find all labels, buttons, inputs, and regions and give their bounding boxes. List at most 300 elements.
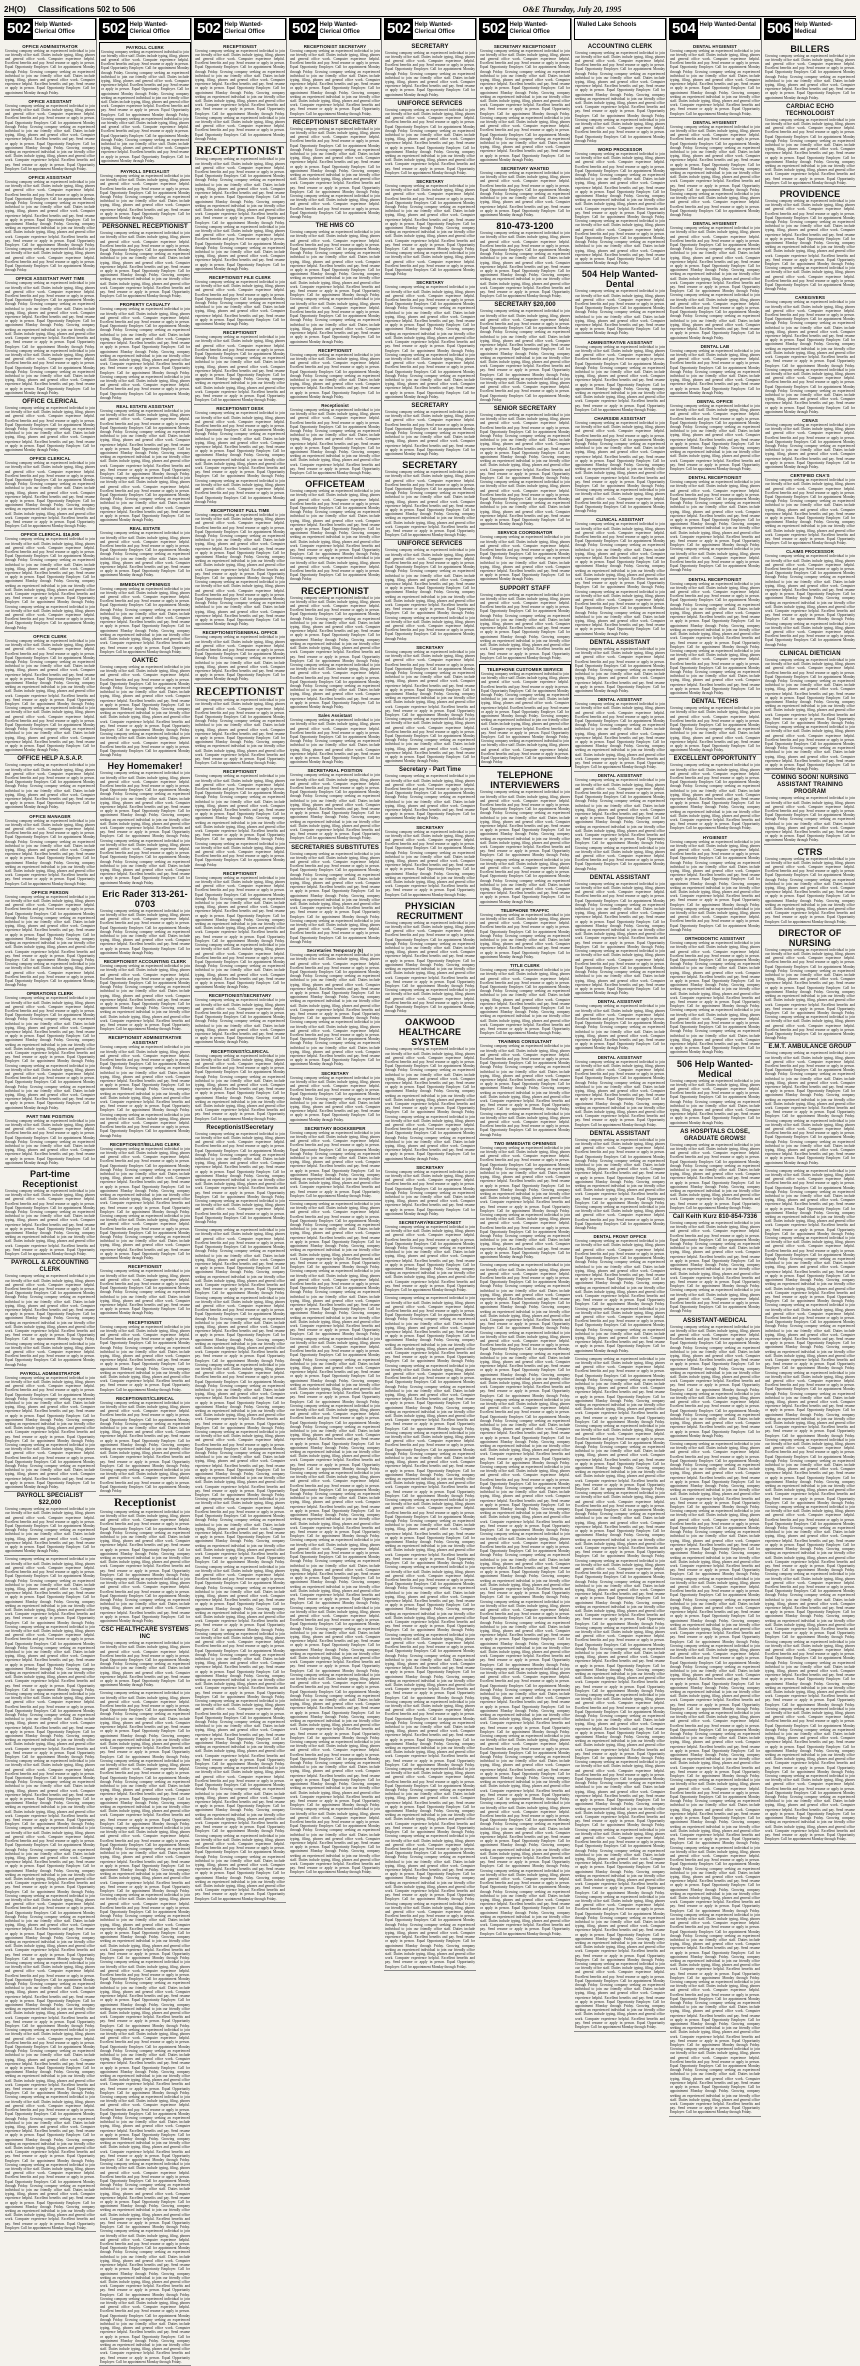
ad-body: Growing company seeking an experienced individual to join our friendly office staff. Duties include typing, filing, phones and general office work. Computer experience helpful. Excellent benefits and pay. Send resume or apply in person. Equal Opportunity Employer. Call for appointment Monday through Friday. Growing company seeking an experienced individual to join our friendly office staff. Duties include typing, filing, phones and general office work. Computer experience helpful. Excellent benefits and pay. Send resume or apply in person. Equal Opportunity Employer. Call for appointment Monday through Friday. Growing company seeking an experienced individual to join our friendly office staff. Duties include typing, filing, phones and general office work. Computer experience helpful. Excellent benefits and pay. Send resume or apply in person. Equal Opportunity Employer. Call for appointment Monday through Friday. Growing company seeking an experienced individual to join our friendly office staff. Duties include typing, filing, phones and general office work. Computer experience helpful. Excellent benefits and pay. Send resume or apply in person. Equal Opportunity Employer. Call for appointment Monday through Friday. Growing company seeking an experienced individual to join our friendly office staff. Duties include typing, filing, phones and general office work. Computer experience helpful. Excellent benefits and pay. Send resume or apply in person. Equal Opportunity Employer. Call for appointment Monday through Friday. Growing company seeking an experienced individual to join our friendly office staff. Duties include typing, filing, phones and general office work. Computer experience helpful. Excellent benefits and pay. Send resume or apply in person. Equal Opportunity Employer. Call for appointment Monday through Friday. Growing company seeking an experienced individual to join our friendly office staff. Duties include typing, filing, phones and general office work. Computer experience helpful. Excellent benefits and pay. Send resume or apply in person. Equal Opportunity Employer. Call for appointment Monday through Friday. Growing company seeking an experienced individual to join our friendly office staff. Duties include typing, filing, phones and general office work. Computer experience helpful. Excellent benefits and pay. Send resume or apply in person. Equal Opportunity Employer. Call for appointment Monday through Friday. Growing company seeking an experienced individual to join our friendly office staff. Duties include typing, filing, phones and general office work. Computer experience helpful. Excellent benefits and pay. Send resume or apply in person. Equal Opportunity Employer. Call for appointment Monday through Friday. Growing company seeking an experienced individual to join our friendly office staff. Duties include typing, filing, phones and general office work. Computer experience helpful. Excellent benefits and pay. Send resume or apply in person. Equal Opportunity Employer. Call for appointment Monday through Friday. Growing company seeking an experienced individual to join our friendly office staff. Duties include typing, filing, phones and general office work. Computer experience helpful. Excellent benefits and pay. Send resume or apply in person. Equal Opportunity Employer. Call for appointment Monday through Friday. Growing company seeking an experienced individual to join our friendly office staff. Duties include typing, filing, phones and general office work. Computer experience helpful. Excellent benefits and pay. Send resume or apply in person. Equal Opportunity Employer. Call for appointment Monday through Friday. Growing company seeking an experienced individual to join our friendly office staff. Duties include typing, filing, phones and general office work. Computer experience helpful. Excellent benefits and pay. Send resume or apply in person. Equal Opportunity Employer. Call for appointment Monday through Friday. Growing company seeking an experienced individual to join our friendly office staff. Duties include typing, filing, phones and general office work. Computer experience helpful. Excellent benefits and pay. Send resume or apply in person. Equal Opportunity Employer. Call for appointment Monday through Friday. Growing company seeking an experienced individual to join our friendly office staff. Duties include typing, filing, phones and general office work. Computer experience helpful. Excellent benefits and pay. Send resume or apply in person. Equal Opportunity Employer. Call for appointment Monday through Friday. Growing company seeking an experienced individual to join our friendly office staff. Duties include typing, filing, phones and general office work. Computer experience helpful. Excellent benefits and pay. Send resume or apply in person. Equal Opportunity Employer. Call for appointment Monday through Friday. Growing company seeking an experienced individual to join our friendly office staff. Duties include typing, filing, phones and general office work. Computer experience helpful. Excellent benefits and pay. Send resume or apply in person. Equal Opportunity Employer. Call for appointment Monday through Friday. Growing company seeking an experienced individual to join our friendly office staff. Duties include typing, filing, phones and general office work. Computer experience helpful. Excellent benefits and pay. Send resume or apply in person. Equal Opportunity Employer. Call for appointment Monday through Friday. Growing company seeking an experienced individual to join our friendly office staff. Duties include typing, filing, phones and general office work. Computer experience helpful. Excellent benefits and pay. Send resume or apply in person. Equal Opportunity Employer. Call for appointment Monday through Friday. Growing company seeking an experienced individual to join our friendly office staff. Duties include typing, filing, phones and general office work. Computer experience helpful. Excellent benefits and pay. Send resume or apply in person. Equal Opportunity Employer. Call for appointment Monday through Friday. Growing company seeking an experienced individual to join our friendly office staff. Duties include typing, filing, phones and general office work. Computer experience helpful. Excellent benefits and pay. Send resume or apply in person. Equal Opportunity Employer. Call for appointment Monday through Friday. Growing company seeking an experienced individual to join our friendly office staff. Duties include typing, filing, phones and general office work. Computer experience helpful. Excellent benefits and pay. Send resume or apply in person. Equal Opportunity Employer. Call for appointment Monday through Friday. Growing company seeking an experienced individual to join our friendly office staff. Duties include typing, filing, phones and general office work. Computer experience helpful. Excellent benefits and pay. Send resume or apply in person. Equal Opportunity Employer. Call for appointment Monday through Friday. Growing company seeking an experienced individual to join our friendly office staff. Duties include typing, filing, phones and general office work. Computer experience helpful. Excellent benefits and pay. Send resume or apply in person. Equal Opportunity Employer. Call for appointment Monday through Friday. Growing company seeking an experienced individual to join our friendly office staff. Duties include typing, filing, phones and general office work. Computer experience helpful. Excellent benefits and pay. Send resume or apply in person. Equal Opportunity Employer. Call for appointment Monday through Friday. Growing company seeking an experienced individual to join our friendly office staff. Duties include typing, filing, phones and general office work. Computer experience helpful. Excellent benefits and pay. Send resume or apply in person. Equal Opportunity Employer. Call for appointment Monday through Friday. Growing company seeking an experienced individual to join our friendly office staff. Duties include typing, filing, phones and general office work. Computer experience helpful. Excellent benefits and pay. Send resume or apply in person. Equal Opportunity Employer. Call for appointment Monday through Friday. Growing company seeking an experienced individual to join our friendly office staff. Duties include typing, filing, phones and general office work. Computer experience helpful. Excellent benefits and pay. Send resume or apply in person. Equal Opportunity Employer. Call for appointment Monday through Friday. Growing company seeking an experienced individual to join our friendly office staff. Duties include typing, filing, phones and general office work. Computer experience helpful. Excellent benefits and pay. Send resume or apply in person. Equal Opportunity Employer. Call for appointment Monday through Friday. Growing company seeking an experienced individual to join our friendly office staff. Duties include typing, filing, phones and general office work. Computer experience helpful. Excellent benefits and pay. Send resume or apply in person. Equal Opportunity Employer. Call for appointment Monday through Friday.: [100, 1691, 190, 2364]
ad-heading: PAYROLL CLERK: [126, 44, 164, 50]
classified-ad: [669, 755, 761, 833]
ad-heading: HYGIENIST: [702, 834, 728, 840]
classified-ad: [99, 887, 191, 957]
classified-ad: [4, 990, 96, 1112]
ad-heading: Sales Assistant: [318, 713, 352, 719]
ad-heading: CLAIMS PROCESSOR: [786, 549, 834, 555]
ad-body: Growing company seeking an experienced individual to join our friendly office staff. Duties include typing, filing, phones and general office work. Computer experience helpful. Excellent benefits and pay. Send resume or apply in person. Equal Opportunity Employer. Call for appointment Monday through Friday. Growing company seeking an experienced individual to join our friendly office staff. Duties include typing, filing, phones and general office work. Computer experience helpful. Excellent benefits and pay. Send resume or apply in person. Equal Opportunity Employer. Call for appointment Monday through Friday.: [670, 706, 760, 753]
classified-ad: [764, 102, 856, 187]
classified-ad: [289, 584, 381, 711]
ad-heading: Part-time Receptionist: [22, 1169, 78, 1190]
ad-heading: DENTAL OFFICE: [696, 398, 734, 404]
ad-body: Growing company seeking an experienced individual to join our friendly office staff. Duties include typing, filing, phones and general office work. Computer experience helpful. Excellent benefits and pay. Send resume or apply in person. Equal Opportunity Employer. Call for appointment Monday through Friday. Growing company seeking an experienced individual to join our friendly office staff. Duties include typing, filing, phones and general office work. Computer experience helpful. Excellent benefits and pay. Send resume or apply in person. Equal Opportunity Employer. Call for appointment Monday through Friday. Growing company seeking an experienced individual to join our friendly office staff. Duties include typing, filing, phones and general office work. Computer experience helpful. Excellent benefits and pay. Send resume or apply in person. Equal Opportunity Employer. Call for appointment Monday through Friday.: [385, 470, 475, 538]
ad-body: Growing company seeking an experienced individual to join our friendly office staff. Duties include typing, filing, phones and general office work. Computer experience helpful. Excellent benefits and pay. Send resume or apply in person. Equal Opportunity Employer. Call for appointment Monday through Friday. Growing company seeking an experienced individual to join our friendly office staff. Duties include typing, filing, phones and general office work. Computer experience helpful. Excellent benefits and pay. Send resume or apply in person. Equal Opportunity Employer. Call for appointment Monday through Friday. Growing company seeking an experienced individual to join our friendly office staff. Duties include typing, filing, phones and general office work. Computer experience helpful. Excellent benefits and pay. Send resume or apply in person. Equal Opportunity Employer. Call for appointment Monday through Friday. Growing company seeking an experienced individual to join our friendly office staff. Duties include typing, filing, phones and general office work. Computer experience helpful. Excellent benefits and pay. Send resume or apply in person. Equal Opportunity Employer. Call for appointment Monday through Friday. Growing company seeking an experienced individual to join our friendly office staff. Duties include typing, filing, phones and general office work. Computer experience helpful. Excellent benefits and pay. Send resume or apply in person. Equal Opportunity Employer. Call for appointment Monday through Friday.: [5, 638, 95, 753]
classified-ad: [764, 472, 856, 548]
classified-ad: [99, 42, 191, 165]
ad-body: Growing company seeking an experienced individual to join our friendly office staff. Duties include typing, filing, phones and general office work. Computer experience helpful. Excellent benefits and pay. Send resume or apply in person. Equal Opportunity Employer. Call for appointment Monday through Friday. Growing company seeking an experienced individual to join our friendly office staff. Duties include typing, filing, phones and general office work. Computer experience helpful. Excellent benefits and pay. Send resume or apply in person. Equal Opportunity Employer. Call for appointment Monday through Friday. Growing company seeking an experienced individual to join our friendly office staff. Duties include typing, filing, phones and general office work. Computer experience helpful. Excellent benefits and pay. Send resume or apply in person. Equal Opportunity Employer. Call for appointment Monday through Friday.: [195, 335, 285, 403]
ad-heading: SECRETARY: [416, 178, 444, 184]
classified-ad: [99, 1140, 191, 1262]
ad-body: Growing company seeking an experienced individual to join our friendly office staff. Duties include typing, filing, phones and general office work. Computer experience helpful. Excellent benefits and pay. Send resume or apply in person. Equal Opportunity Employer. Call for appointment Monday through Friday. Growing company seeking an experienced individual to join our friendly office staff. Duties include typing, filing, phones and general office work. Computer experience helpful. Excellent benefits and pay. Send resume or apply in person. Equal Opportunity Employer. Call for appointment Monday through Friday. Growing company seeking an experienced individual to join our friendly office staff. Duties include typing, filing, phones and general office work. Computer experience helpful. Excellent benefits and pay. Send resume or apply in person. Equal Opportunity Employer. Call for appointment Monday through Friday.: [290, 48, 380, 116]
ad-heading: Receptionist/Secretary: [206, 1124, 274, 1131]
ad-heading: RECEPTIONIST FILE CLERK: [209, 274, 271, 280]
classified-ad: [479, 301, 571, 404]
classified-ad: [384, 99, 476, 177]
ad-heading: TELEPHONE INTERVIEWERS: [490, 770, 560, 791]
classified-ad: [384, 1016, 476, 1163]
classified-ad: [289, 401, 381, 477]
ad-body: Growing company seeking an experienced individual to join our friendly office staff. Duties include typing, filing, phones and general office work. Computer experience helpful. Excellent benefits and pay. Send resume or apply in person. Equal Opportunity Employer. Call for appointment Monday through Friday. Growing company seeking an experienced individual to join our friendly office staff. Duties include typing, filing, phones and general office work. Computer experience helpful. Excellent benefits and pay. Send resume or apply in person. Equal Opportunity Employer. Call for appointment Monday through Friday. Growing company seeking an experienced individual to join our friendly office staff. Duties include typing, filing, phones and general office work. Computer experience helpful. Excellent benefits and pay. Send resume or apply in person. Equal Opportunity Employer. Call for appointment Monday through Friday.: [480, 231, 570, 299]
ad-body: Growing company seeking an experienced individual to join our friendly office staff. Duties include typing, filing, phones and general office work. Computer experience helpful. Excellent benefits and pay. Send resume or apply in person. Equal Opportunity Employer. Call for appointment Monday through Friday. Growing company seeking an experienced individual to join our friendly office staff. Duties include typing, filing, phones and general office work. Computer experience helpful. Excellent benefits and pay. Send resume or apply in person. Equal Opportunity Employer. Call for appointment Monday through Friday.: [765, 53, 855, 100]
ad-body: Growing company seeking an experienced individual to join our friendly office staff. Duties include typing, filing, phones and general office work. Computer experience helpful. Excellent benefits and pay. Send resume or apply in person. Equal Opportunity Employer. Call for appointment Monday through Friday. Growing company seeking an experienced individual to join our friendly office staff. Duties include typing, filing, phones and general office work. Computer experience helpful. Excellent benefits and pay. Send resume or apply in person. Equal Opportunity Employer. Call for appointment Monday through Friday. Growing company seeking an experienced individual to join our friendly office staff. Duties include typing, filing, phones and general office work. Computer experience helpful. Excellent benefits and pay. Send resume or apply in person. Equal Opportunity Employer. Call for appointment Monday through Friday. Growing company seeking an experienced individual to join our friendly office staff. Duties include typing, filing, phones and general office work. Computer experience helpful. Excellent benefits and pay. Send resume or apply in person. Equal Opportunity Employer. Call for appointment Monday through Friday. Growing company seeking an experienced individual to join our friendly office staff. Duties include typing, filing, phones and general office work. Computer experience helpful. Excellent benefits and pay. Send resume or apply in person. Equal Opportunity Employer. Call for appointment Monday through Friday.: [5, 1375, 95, 1490]
classified-ad: [99, 760, 191, 887]
ad-heading: PERSONNEL RECEPTIONIST: [102, 224, 188, 231]
ad-heading: ACCOUNTING CLERK: [587, 43, 653, 50]
ad-heading: CERTIFIED CNA'S: [790, 473, 830, 479]
classified-ad: [194, 329, 286, 405]
ad-heading: TELEPHONE CUSTOMER SERVICE: [486, 666, 564, 672]
ad-body: Growing company seeking an experienced individual to join our friendly office staff. Duties include typing, filing, phones and general office work. Computer experience helpful. Excellent benefits and pay. Send resume or apply in person. Equal Opportunity Employer. Call for appointment Monday through Friday. Growing company seeking an experienced individual to join our friendly office staff. Duties include typing, filing, phones and general office work. Computer experience helpful. Excellent benefits and pay. Send resume or apply in person. Equal Opportunity Employer. Call for appointment Monday through Friday. Growing company seeking an experienced individual to join our friendly office staff. Duties include typing, filing, phones and general office work. Computer experience helpful. Excellent benefits and pay. Send resume or apply in person. Equal Opportunity Employer. Call for appointment Monday through Friday. Growing company seeking an experienced individual to join our friendly office staff. Duties include typing, filing, phones and general office work. Computer experience helpful. Excellent benefits and pay. Send resume or apply in person. Equal Opportunity Employer. Call for appointment Monday through Friday. Growing company seeking an experienced individual to join our friendly office staff. Duties include typing, filing, phones and general office work. Computer experience helpful. Excellent benefits and pay. Send resume or apply in person. Equal Opportunity Employer. Call for appointment Monday through Friday.: [100, 408, 190, 523]
category-number: 502: [482, 20, 506, 37]
ad-heading: SECRETARY WANTED: [500, 165, 550, 171]
ad-body: Growing company seeking an experienced individual to join our friendly office staff. Duties include typing, filing, phones and general office work. Computer experience helpful. Excellent benefits and pay. Send resume or apply in person. Equal Opportunity Employer. Call for appointment Monday through Friday. Growing company seeking an experienced individual to join our friendly office staff. Duties include typing, filing, phones and general office work. Computer experience helpful. Excellent benefits and pay. Send resume or apply in person. Equal Opportunity Employer. Call for appointment Monday through Friday. Growing company seeking an experienced individual to join our friendly office staff. Duties include typing, filing, phones and general office work. Computer experience helpful. Excellent benefits and pay. Send resume or apply in person. Equal Opportunity Employer. Call for appointment Monday through Friday. Growing company seeking an experienced individual to join our friendly office staff. Duties include typing, filing, phones and general office work. Computer experience helpful. Excellent benefits and pay. Send resume or apply in person. Equal Opportunity Employer. Call for appointment Monday through Friday.: [195, 774, 285, 867]
classified-ad: [669, 397, 761, 473]
classified-ad: [574, 414, 666, 515]
ad-heading: RECEPTIONIST/SECRETARY: [208, 993, 272, 999]
classified-ad: [194, 1123, 286, 1226]
ad-body: Growing company seeking an experienced individual to join our friendly office staff. Duties include typing, filing, phones and general office work. Computer experience helpful. Excellent benefits and pay. Send resume or apply in person. Equal Opportunity Employer. Call for appointment Monday through Friday. Growing company seeking an experienced individual to join our friendly office staff. Duties include typing, filing, phones and general office work. Computer experience helpful. Excellent benefits and pay. Send resume or apply in person. Equal Opportunity Employer. Call for appointment Monday through Friday. Growing company seeking an experienced individual to join our friendly office staff. Duties include typing, filing, phones and general office work. Computer experience helpful. Excellent benefits and pay. Send resume or apply in person. Equal Opportunity Employer. Call for appointment Monday through Friday. Growing company seeking an experienced individual to join our friendly office staff. Duties include typing, filing, phones and general office work. Computer experience helpful. Excellent benefits and pay. Send resume or apply in person. Equal Opportunity Employer. Call for appointment Monday through Friday.: [385, 920, 475, 1014]
category-number: 504: [672, 20, 696, 37]
ad-body: Growing company seeking an experienced individual to join our friendly office staff. Duties include typing, filing, phones and general office work. Computer experience helpful. Excellent benefits and pay. Send resume or apply in person. Equal Opportunity Employer. Call for appointment Monday through Friday. Growing company seeking an experienced individual to join our friendly office staff. Duties include typing, filing, phones and general office work. Computer experience helpful. Excellent benefits and pay. Send resume or apply in person. Equal Opportunity Employer. Call for appointment Monday through Friday. Growing company seeking an experienced individual to join our friendly office staff. Duties include typing, filing, phones and general office work. Computer experience helpful. Excellent benefits and pay. Send resume or apply in person. Equal Opportunity Employer. Call for appointment Monday through Friday.: [100, 964, 190, 1032]
ad-body: Growing company seeking an experienced individual to join our friendly office staff. Duties include typing, filing, phones and general office work. Computer experience helpful. Excellent benefits and pay. Send resume or apply in person. Equal Opportunity Employer. Call for appointment Monday through Friday. Growing company seeking an experienced individual to join our friendly office staff. Duties include typing, filing, phones and general office work. Computer experience helpful. Excellent benefits and pay. Send resume or apply in person. Equal Opportunity Employer. Call for appointment Monday through Friday.: [765, 422, 855, 469]
classified-column: [669, 18, 762, 2115]
classified-ad: [99, 1394, 191, 1495]
ad-body: Growing company seeking an experienced individual to join our friendly office staff. Duties include typing, filing, phones and general office work. Computer experience helpful. Excellent benefits and pay. Send resume or apply in person. Equal Opportunity Employer. Call for appointment Monday through Friday. Growing company seeking an experienced individual to join our friendly office staff. Duties include typing, filing, phones and general office work. Computer experience helpful. Excellent benefits and pay. Send resume or apply in person. Equal Opportunity Employer. Call for appointment Monday through Friday. Growing company seeking an experienced individual to join our friendly office staff. Duties include typing, filing, phones and general office work. Computer experience helpful. Excellent benefits and pay. Send resume or apply in person. Equal Opportunity Employer. Call for appointment Monday through Friday. Growing company seeking an experienced individual to join our friendly office staff. Duties include typing, filing, phones and general office work. Computer experience helpful. Excellent benefits and pay. Send resume or apply in person. Equal Opportunity Employer. Call for appointment Monday through Friday.: [195, 1131, 285, 1225]
classified-ad: [99, 1034, 191, 1140]
ad-body: Growing company seeking an experienced individual to join our friendly office staff. Duties include typing, filing, phones and general office work. Computer experience helpful. Excellent benefits and pay. Send resume or apply in person. Equal Opportunity Employer. Call for appointment Monday through Friday. Growing company seeking an experienced individual to join our friendly office staff. Duties include typing, filing, phones and general office work. Computer experience helpful. Excellent benefits and pay. Send resume or apply in person. Equal Opportunity Employer. Call for appointment Monday through Friday. Growing company seeking an experienced individual to join our friendly office staff. Duties include typing, filing, phones and general office work. Computer experience helpful. Excellent benefits and pay. Send resume or apply in person. Equal Opportunity Employer. Call for appointment Monday through Friday. Growing company seeking an experienced individual to join our friendly office staff. Duties include typing, filing, phones and general office work. Computer experience helpful. Excellent benefits and pay. Send resume or apply in person. Equal Opportunity Employer. Call for appointment Monday through Friday. Growing company seeking an experienced individual to join our friendly office staff. Duties include typing, filing, phones and general office work. Computer experience helpful. Excellent benefits and pay. Send resume or apply in person. Equal Opportunity Employer. Call for appointment Monday through Friday.: [195, 512, 285, 627]
ad-body: Growing company seeking an experienced individual to join our friendly office staff. Duties include typing, filing, phones and general office work. Computer experience helpful. Excellent benefits and pay. Send resume or apply in person. Equal Opportunity Employer. Call for appointment Monday through Friday. Growing company seeking an experienced individual to join our friendly office staff. Duties include typing, filing, phones and general office work. Computer experience helpful. Excellent benefits and pay. Send resume or apply in person. Equal Opportunity Employer. Call for appointment Monday through Friday. Growing company seeking an experienced individual to join our friendly office staff. Duties include typing, filing, phones and general office work. Computer experience helpful. Excellent benefits and pay. Send resume or apply in person. Equal Opportunity Employer. Call for appointment Monday through Friday. Growing company seeking an experienced individual to join our friendly office staff. Duties include typing, filing, phones and general office work. Computer experience helpful. Excellent benefits and pay. Send resume or apply in person. Equal Opportunity Employer. Call for appointment Monday through Friday.: [385, 183, 475, 277]
ad-body: Growing company seeking an experienced individual to join our friendly office staff. Duties include typing, filing, phones and general office work. Computer experience helpful. Excellent benefits and pay. Send resume or apply in person. Equal Opportunity Employer. Call for appointment Monday through Friday. Growing company seeking an experienced individual to join our friendly office staff. Duties include typing, filing, phones and general office work. Computer experience helpful. Excellent benefits and pay. Send resume or apply in person. Equal Opportunity Employer. Call for appointment Monday through Friday. Growing company seeking an experienced individual to join our friendly office staff. Duties include typing, filing, phones and general office work. Computer experience helpful. Excellent benefits and pay. Send resume or apply in person. Equal Opportunity Employer. Call for appointment Monday through Friday. Growing company seeking an experienced individual to join our friendly office staff. Duties include typing, filing, phones and general office work. Computer experience helpful. Excellent benefits and pay. Send resume or apply in person. Equal Opportunity Employer. Call for appointment Monday through Friday. Growing company seeking an experienced individual to join our friendly office staff. Duties include typing, filing, phones and general office work. Computer experience helpful. Excellent benefits and pay. Send resume or apply in person. Equal Opportunity Employer. Call for appointment Monday through Friday.: [385, 649, 475, 764]
ad-body: Growing company seeking an experienced individual to join our friendly office staff. Duties include typing, filing, phones and general office work. Computer experience helpful. Excellent benefits and pay. Send resume or apply in person. Equal Opportunity Employer. Call for appointment Monday through Friday. Growing company seeking an experienced individual to join our friendly office staff. Duties include typing, filing, phones and general office work. Computer experience helpful. Excellent benefits and pay. Send resume or apply in person. Equal Opportunity Employer. Call for appointment Monday through Friday. Growing company seeking an experienced individual to join our friendly office staff. Duties include typing, filing, phones and general office work. Computer experience helpful. Excellent benefits and pay. Send resume or apply in person. Equal Opportunity Employer. Call for appointment Monday through Friday.: [670, 1142, 760, 1210]
ad-heading: THE HMS CO: [315, 223, 355, 230]
ad-heading: RECEPTIONIST SECRETARY: [303, 43, 367, 49]
category-banner: [99, 18, 191, 40]
ad-body: Growing company seeking an experienced individual to join our friendly office staff. Duties include typing, filing, phones and general office work. Computer experience helpful. Excellent benefits and pay. Send resume or apply in person. Equal Opportunity Employer. Call for appointment Monday through Friday. Growing company seeking an experienced individual to join our friendly office staff. Duties include typing, filing, phones and general office work. Computer experience helpful. Excellent benefits and pay. Send resume or apply in person. Equal Opportunity Employer. Call for appointment Monday through Friday. Growing company seeking an experienced individual to join our friendly office staff. Duties include typing, filing, phones and general office work. Computer experience helpful. Excellent benefits and pay. Send resume or apply in person. Equal Opportunity Employer. Call for appointment Monday through Friday. Growing company seeking an experienced individual to join our friendly office staff. Duties include typing, filing, phones and general office work. Computer experience helpful. Excellent benefits and pay. Send resume or apply in person. Equal Opportunity Employer. Call for appointment Monday through Friday.: [765, 947, 855, 1041]
classified-ad: [574, 772, 666, 873]
ad-body: Growing company seeking an experienced individual to join our friendly office staff. Duties include typing, filing, phones and general office work. Computer experience helpful. Excellent benefits and pay. Send resume or apply in person. Equal Opportunity Employer. Call for appointment Monday through Friday. Growing company seeking an experienced individual to join our friendly office staff. Duties include typing, filing, phones and general office work. Computer experience helpful. Excellent benefits and pay. Send resume or apply in person. Equal Opportunity Employer. Call for appointment Monday through Friday.: [5, 1118, 95, 1165]
category-number: 502: [292, 20, 316, 37]
ad-body: Growing company seeking an experienced individual to join our friendly office staff. Duties include typing, filing, phones and general office work. Computer experience helpful. Excellent benefits and pay. Send resume or apply in person. Equal Opportunity Employer. Call for appointment Monday through Friday. Growing company seeking an experienced individual to join our friendly office staff. Duties include typing, filing, phones and general office work. Computer experience helpful. Excellent benefits and pay. Send resume or apply in person. Equal Opportunity Employer. Call for appointment Monday through Friday.: [480, 535, 570, 582]
ad-body: Growing company seeking an experienced individual to join our friendly office staff. Duties include typing, filing, phones and general office work. Computer experience helpful. Excellent benefits and pay. Send resume or apply in person. Equal Opportunity Employer. Call for appointment Monday through Friday. Growing company seeking an experienced individual to join our friendly office staff. Duties include typing, filing, phones and general office work. Computer experience helpful. Excellent benefits and pay. Send resume or apply in person. Equal Opportunity Employer. Call for appointment Monday through Friday. Growing company seeking an experienced individual to join our friendly office staff. Duties include typing, filing, phones and general office work. Computer experience helpful. Excellent benefits and pay. Send resume or apply in person. Equal Opportunity Employer. Call for appointment Monday through Friday. Growing company seeking an experienced individual to join our friendly office staff. Duties include typing, filing, phones and general office work. Computer experience helpful. Excellent benefits and pay. Send resume or apply in person. Equal Opportunity Employer. Call for appointment Monday through Friday. Growing company seeking an experienced individual to join our friendly office staff. Duties include typing, filing, phones and general office work. Computer experience helpful. Excellent benefits and pay. Send resume or apply in person. Equal Opportunity Employer. Call for appointment Monday through Friday.: [765, 300, 855, 414]
classified-ad: [4, 455, 96, 531]
classified-ad: [669, 42, 761, 118]
ad-heading: DENTAL ASSISTANT: [597, 697, 643, 703]
ad-body: Growing company seeking an experienced individual to join our friendly office staff. Duties include typing, filing, phones and general office work. Computer experience helpful. Excellent benefits and pay. Send resume or apply in person. Equal Opportunity Employer. Call for appointment Monday through Friday. Growing company seeking an experienced individual to join our friendly office staff. Duties include typing, filing, phones and general office work. Computer experience helpful. Excellent benefits and pay. Send resume or apply in person. Equal Opportunity Employer. Call for appointment Monday through Friday.: [575, 289, 665, 336]
classified-ad: [289, 478, 381, 584]
category-banner: [764, 18, 856, 40]
ad-heading: RECEPTIONIST: [223, 43, 257, 49]
classified-ad: [764, 548, 856, 649]
ad-body: Growing company seeking an experienced individual to join our friendly office staff. Duties include typing, filing, phones and general office work. Computer experience helpful. Excellent benefits and pay. Send resume or apply in person. Equal Opportunity Employer. Call for appointment Monday through Friday. Growing company seeking an experienced individual to join our friendly office staff. Duties include typing, filing, phones and general office work. Computer experience helpful. Excellent benefits and pay. Send resume or apply in person. Equal Opportunity Employer. Call for appointment Monday through Friday. Growing company seeking an experienced individual to join our friendly office staff. Duties include typing, filing, phones and general office work. Computer experience helpful. Excellent benefits and pay. Send resume or apply in person. Equal Opportunity Employer. Call for appointment Monday through Friday. Growing company seeking an experienced individual to join our friendly office staff. Duties include typing, filing, phones and general office work. Computer experience helpful. Excellent benefits and pay. Send resume or apply in person. Equal Opportunity Employer. Call for appointment Monday through Friday. Growing company seeking an experienced individual to join our friendly office staff. Duties include typing, filing, phones and general office work. Computer experience helpful. Excellent benefits and pay. Send resume or apply in person. Equal Opportunity Employer. Call for appointment Monday through Friday. Growing company seeking an experienced individual to join our friendly office staff. Duties include typing, filing, phones and general office work. Computer experience helpful. Excellent benefits and pay. Send resume or apply in person. Equal Opportunity Employer. Call for appointment Monday through Friday. Growing company seeking an experienced individual to join our friendly office staff. Duties include typing, filing, phones and general office work. Computer experience helpful. Excellent benefits and pay. Send resume or apply in person. Equal Opportunity Employer. Call for appointment Monday through Friday. Growing company seeking an experienced individual to join our friendly office staff. Duties include typing, filing, phones and general office work. Computer experience helpful. Excellent benefits and pay. Send resume or apply in person. Equal Opportunity Employer. Call for appointment Monday through Friday. Growing company seeking an experienced individual to join our friendly office staff. Duties include typing, filing, phones and general office work. Computer experience helpful. Excellent benefits and pay. Send resume or apply in person. Equal Opportunity Employer. Call for appointment Monday through Friday. Growing company seeking an experienced individual to join our friendly office staff. Duties include typing, filing, phones and general office work. Computer experience helpful. Excellent benefits and pay. Send resume or apply in person. Equal Opportunity Employer. Call for appointment Monday through Friday. Growing company seeking an experienced individual to join our friendly office staff. Duties include typing, filing, phones and general office work. Computer experience helpful. Excellent benefits and pay. Send resume or apply in person. Equal Opportunity Employer. Call for appointment Monday through Friday. Growing company seeking an experienced individual to join our friendly office staff. Duties include typing, filing, phones and general office work. Computer experience helpful. Excellent benefits and pay. Send resume or apply in person. Equal Opportunity Employer. Call for appointment Monday through Friday. Growing company seeking an experienced individual to join our friendly office staff. Duties include typing, filing, phones and general office work. Computer experience helpful. Excellent benefits and pay. Send resume or apply in person. Equal Opportunity Employer. Call for appointment Monday through Friday. Growing company seeking an experienced individual to join our friendly office staff. Duties include typing, filing, phones and general office work. Computer experience helpful. Excellent benefits and pay. Send resume or apply in person. Equal Opportunity Employer. Call for appointment Monday through Friday. Growing company seeking an experienced individual to join our friendly office staff. Duties include typing, filing, phones and general office work. Computer experience helpful. Excellent benefits and pay. Send resume or apply in person. Equal Opportunity Employer. Call for appointment Monday through Friday. Growing company seeking an experienced individual to join our friendly office staff. Duties include typing, filing, phones and general office work. Computer experience helpful. Excellent benefits and pay. Send resume or apply in person. Equal Opportunity Employer. Call for appointment Monday through Friday. Growing company seeking an experienced individual to join our friendly office staff. Duties include typing, filing, phones and general office work. Computer experience helpful. Excellent benefits and pay. Send resume or apply in person. Equal Opportunity Employer. Call for appointment Monday through Friday. Growing company seeking an experienced individual to join our friendly office staff. Duties include typing, filing, phones and general office work. Computer experience helpful. Excellent benefits and pay. Send resume or apply in person. Equal Opportunity Employer. Call for appointment Monday through Friday. Growing company seeking an experienced individual to join our friendly office staff. Duties include typing, filing, phones and general office work. Computer experience helpful. Excellent benefits and pay. Send resume or apply in person. Equal Opportunity Employer. Call for appointment Monday through Friday. Growing company seeking an experienced individual to join our friendly office staff. Duties include typing, filing, phones and general office work. Computer experience helpful. Excellent benefits and pay. Send resume or apply in person. Equal Opportunity Employer. Call for appointment Monday through Friday. Growing company seeking an experienced individual to join our friendly office staff. Duties include typing, filing, phones and general office work. Computer experience helpful. Excellent benefits and pay. Send resume or apply in person. Equal Opportunity Employer. Call for appointment Monday through Friday. Growing company seeking an experienced individual to join our friendly office staff. Duties include typing, filing, phones and general office work. Computer experience helpful. Excellent benefits and pay. Send resume or apply in person. Equal Opportunity Employer. Call for appointment Monday through Friday. Growing company seeking an experienced individual to join our friendly office staff. Duties include typing, filing, phones and general office work. Computer experience helpful. Excellent benefits and pay. Send resume or apply in person. Equal Opportunity Employer. Call for appointment Monday through Friday. Growing company seeking an experienced individual to join our friendly office staff. Duties include typing, filing, phones and general office work. Computer experience helpful. Excellent benefits and pay. Send resume or apply in person. Equal Opportunity Employer. Call for appointment Monday through Friday. Growing company seeking an experienced individual to join our friendly office staff. Duties include typing, filing, phones and general office work. Computer experience helpful. Excellent benefits and pay. Send resume or apply in person. Equal Opportunity Employer. Call for appointment Monday through Friday. Growing company seeking an experienced individual to join our friendly office staff. Duties include typing, filing, phones and general office work. Computer experience helpful. Excellent benefits and pay. Send resume or apply in person. Equal Opportunity Employer. Call for appointment Monday through Friday. Growing company seeking an experienced individual to join our friendly office staff. Duties include typing, filing, phones and general office work. Computer experience helpful. Excellent benefits and pay. Send resume or apply in person. Equal Opportunity Employer. Call for appointment Monday through Friday. Growing company seeking an experienced individual to join our friendly office staff. Duties include typing, filing, phones and general office work. Computer experience helpful. Excellent benefits and pay. Send resume or apply in person. Equal Opportunity Employer. Call for appointment Monday through Friday. Growing company seeking an experienced individual to join our friendly office staff. Duties include typing, filing, phones and general office work. Computer experience helpful. Excellent benefits and pay. Send resume or apply in person. Equal Opportunity Employer. Call for appointment Monday through Friday. Growing company seeking an experienced individual to join our friendly office staff. Duties include typing, filing, phones and general office work. Computer experience helpful. Excellent benefits and pay. Send resume or apply in person. Equal Opportunity Employer. Call for appointment Monday through Friday.: [385, 1296, 475, 1969]
ad-body: Growing company seeking an experienced individual to join our friendly office staff. Duties include typing, filing, phones and general office work. Computer experience helpful. Excellent benefits and pay. Send resume or apply in person. Equal Opportunity Employer. Call for appointment Monday through Friday. Growing company seeking an experienced individual to join our friendly office staff. Duties include typing, filing, phones and general office work. Computer experience helpful. Excellent benefits and pay. Send resume or apply in person. Equal Opportunity Employer. Call for appointment Monday through Friday. Growing company seeking an experienced individual to join our friendly office staff. Duties include typing, filing, phones and general office work. Computer experience helpful. Excellent benefits and pay. Send resume or apply in person. Equal Opportunity Employer. Call for appointment Monday through Friday.: [290, 773, 380, 841]
ad-body: Growing company seeking an experienced individual to join our friendly office staff. Duties include typing, filing, phones and general office work. Computer experience helpful. Excellent benefits and pay. Send resume or apply in person. Equal Opportunity Employer. Call for appointment Monday through Friday. Growing company seeking an experienced individual to join our friendly office staff. Duties include typing, filing, phones and general office work. Computer experience helpful. Excellent benefits and pay. Send resume or apply in person. Equal Opportunity Employer. Call for appointment Monday through Friday. Growing company seeking an experienced individual to join our friendly office staff. Duties include typing, filing, phones and general office work. Computer experience helpful. Excellent benefits and pay. Send resume or apply in person. Equal Opportunity Employer. Call for appointment Monday through Friday.: [480, 968, 570, 1036]
classified-ad: [4, 755, 96, 812]
category-title: Help Wanted-Dental: [699, 22, 756, 28]
ad-heading: RECEPTIONIST/GENERAL OFFICE: [202, 630, 278, 636]
ad-body: Growing company seeking an experienced individual to join our friendly office staff. Duties include typing, filing, phones and general office work. Computer experience helpful. Excellent benefits and pay. Send resume or apply in person. Equal Opportunity Employer. Call for appointment Monday through Friday. Growing company seeking an experienced individual to join our friendly office staff. Duties include typing, filing, phones and general office work. Computer experience helpful. Excellent benefits and pay. Send resume or apply in person. Equal Opportunity Employer. Call for appointment Monday through Friday. Growing company seeking an experienced individual to join our friendly office staff. Duties include typing, filing, phones and general office work. Computer experience helpful. Excellent benefits and pay. Send resume or apply in person. Equal Opportunity Employer. Call for appointment Monday through Friday. Growing company seeking an experienced individual to join our friendly office staff. Duties include typing, filing, phones and general office work. Computer experience helpful. Excellent benefits and pay. Send resume or apply in person. Equal Opportunity Employer. Call for appointment Monday through Friday. Growing company seeking an experienced individual to join our friendly office staff. Duties include typing, filing, phones and general office work. Computer experience helpful. Excellent benefits and pay. Send resume or apply in person. Equal Opportunity Employer. Call for appointment Monday through Friday.: [670, 226, 760, 340]
classified-ad: [764, 42, 856, 102]
issue-date: Thursday, July 20, 1995: [541, 4, 622, 14]
ad-heading: RECEPTIONIST FULL TIME: [210, 507, 270, 513]
ad-body: Growing company seeking an experienced individual to join our friendly office staff. Duties include typing, filing, phones and general office work. Computer experience helpful. Excellent benefits and pay. Send resume or apply in person. Equal Opportunity Employer. Call for appointment Monday through Friday. Growing company seeking an experienced individual to join our friendly office staff. Duties include typing, filing, phones and general office work. Computer experience helpful. Excellent benefits and pay. Send resume or apply in person. Equal Opportunity Employer. Call for appointment Monday through Friday. Growing company seeking an experienced individual to join our friendly office staff. Duties include typing, filing, phones and general office work. Computer experience helpful. Excellent benefits and pay. Send resume or apply in person. Equal Opportunity Employer. Call for appointment Monday through Friday. Growing company seeking an experienced individual to join our friendly office staff. Duties include typing, filing, phones and general office work. Computer experience helpful. Excellent benefits and pay. Send resume or apply in person. Equal Opportunity Employer. Call for appointment Monday through Friday.: [5, 537, 95, 630]
ad-heading: Eric Rader 313-261-0703: [102, 888, 188, 909]
ad-body: Growing company seeking an experienced individual to join our friendly office staff. Duties include typing, filing, phones and general office work. Computer experience helpful. Excellent benefits and pay. Send resume or apply in person. Equal Opportunity Employer. Call for appointment Monday through Friday. Growing company seeking an experienced individual to join our friendly office staff. Duties include typing, filing, phones and general office work. Computer experience helpful. Excellent benefits and pay. Send resume or apply in person. Equal Opportunity Employer. Call for appointment Monday through Friday. Growing company seeking an experienced individual to join our friendly office staff. Duties include typing, filing, phones and general office work. Computer experience helpful. Excellent benefits and pay. Send resume or apply in person. Equal Opportunity Employer. Call for appointment Monday through Friday. Growing company seeking an experienced individual to join our friendly office staff. Duties include typing, filing, phones and general office work. Computer experience helpful. Excellent benefits and pay. Send resume or apply in person. Equal Opportunity Employer. Call for appointment Monday through Friday.: [670, 124, 760, 218]
ad-heading: DENTAL ASSISTANT: [589, 1130, 651, 1137]
ad-heading: CENAS: [802, 417, 818, 423]
classified-ad: [384, 899, 476, 1015]
ad-body: Growing company seeking an experienced individual to join our friendly office staff. Duties include typing, filing, phones and general office work. Computer experience helpful. Excellent benefits and pay. Send resume or apply in person. Equal Opportunity Employer. Call for appointment Monday through Friday. Growing company seeking an experienced individual to join our friendly office staff. Duties include typing, filing, phones and general office work. Computer experience helpful. Excellent benefits and pay. Send resume or apply in person. Equal Opportunity Employer. Call for appointment Monday through Friday.: [385, 409, 475, 456]
classified-ad: [4, 173, 96, 274]
ad-heading: SECRETARIES SUBSTITUTES: [291, 844, 379, 851]
ad-body: Growing company seeking an experienced individual to join our friendly office staff. Duties include typing, filing, phones and general office work. Computer experience helpful. Excellent benefits and pay. Send resume or apply in person. Equal Opportunity Employer. Call for appointment Monday through Friday. Growing company seeking an experienced individual to join our friendly office staff. Duties include typing, filing, phones and general office work. Computer experience helpful. Excellent benefits and pay. Send resume or apply in person. Equal Opportunity Employer. Call for appointment Monday through Friday. Growing company seeking an experienced individual to join our friendly office staff. Duties include typing, filing, phones and general office work. Computer experience helpful. Excellent benefits and pay. Send resume or apply in person. Equal Opportunity Employer. Call for appointment Monday through Friday.: [575, 344, 665, 412]
ad-heading: SECRETARY RECEPTIONIST: [493, 43, 557, 49]
section-title: Classifications 502 to 506: [38, 4, 136, 14]
ad-body: Growing company seeking an experienced individual to join our friendly office staff. Duties include typing, filing, phones and general office work. Computer experience helpful. Excellent benefits and pay. Send resume or apply in person. Equal Opportunity Employer. Call for appointment Monday through Friday. Growing company seeking an experienced individual to join our friendly office staff. Duties include typing, filing, phones and general office work. Computer experience helpful. Excellent benefits and pay. Send resume or apply in person. Equal Opportunity Employer. Call for appointment Monday through Friday. Growing company seeking an experienced individual to join our friendly office staff. Duties include typing, filing, phones and general office work. Computer experience helpful. Excellent benefits and pay. Send resume or apply in person. Equal Opportunity Employer. Call for appointment Monday through Friday. Growing company seeking an experienced individual to join our friendly office staff. Duties include typing, filing, phones and general office work. Computer experience helpful. Excellent benefits and pay. Send resume or apply in person. Equal Opportunity Employer. Call for appointment Monday through Friday.: [5, 1274, 95, 1367]
ad-heading: OFFICE ASSISTANT PART TIME: [15, 276, 85, 282]
ad-body: Growing company seeking an experienced individual to join our friendly office staff. Duties include typing, filing, phones and general office work. Computer experience helpful. Excellent benefits and pay. Send resume or apply in person. Equal Opportunity Employer. Call for appointment Monday through Friday. Growing company seeking an experienced individual to join our friendly office staff. Duties include typing, filing, phones and general office work. Computer experience helpful. Excellent benefits and pay. Send resume or apply in person. Equal Opportunity Employer. Call for appointment Monday through Friday. Growing company seeking an experienced individual to join our friendly office staff. Duties include typing, filing, phones and general office work. Computer experience helpful. Excellent benefits and pay. Send resume or apply in person. Equal Opportunity Employer. Call for appointment Monday through Friday. Growing company seeking an experienced individual to join our friendly office staff. Duties include typing, filing, phones and general office work. Computer experience helpful. Excellent benefits and pay. Send resume or apply in person. Equal Opportunity Employer. Call for appointment Monday through Friday.: [100, 1045, 190, 1138]
classified-ad: [574, 998, 666, 1053]
ad-heading: DENTAL FRONT OFFICE: [593, 1234, 647, 1240]
classified-ad: [384, 401, 476, 458]
ad-body: Growing company seeking an experienced individual to join our friendly office staff. Duties include typing, filing, phones and general office work. Computer experience helpful. Excellent benefits and pay. Send resume or apply in person. Equal Opportunity Employer. Call for appointment Monday through Friday. Growing company seeking an experienced individual to join our friendly office staff. Duties include typing, filing, phones and general office work. Computer experience helpful. Excellent benefits and pay. Send resume or apply in person. Equal Opportunity Employer. Call for appointment Monday through Friday. Growing company seeking an experienced individual to join our friendly office staff. Duties include typing, filing, phones and general office work. Computer experience helpful. Excellent benefits and pay. Send resume or apply in person. Equal Opportunity Employer. Call for appointment Monday through Friday.: [195, 698, 285, 766]
classified-ad: [4, 42, 96, 97]
classified-ad: [384, 42, 476, 99]
ad-body: Growing company seeking an experienced individual to join our friendly office staff. Duties include typing, filing, phones and general office work. Computer experience helpful. Excellent benefits and pay. Send resume or apply in person. Equal Opportunity Employer. Call for appointment Monday through Friday. Growing company seeking an experienced individual to join our friendly office staff. Duties include typing, filing, phones and general office work. Computer experience helpful. Excellent benefits and pay. Send resume or apply in person. Equal Opportunity Employer. Call for appointment Monday through Friday. Growing company seeking an experienced individual to join our friendly office staff. Duties include typing, filing, phones and general office work. Computer experience helpful. Excellent benefits and pay. Send resume or apply in person. Equal Opportunity Employer. Call for appointment Monday through Friday. Growing company seeking an experienced individual to join our friendly office staff. Duties include typing, filing, phones and general office work. Computer experience helpful. Excellent benefits and pay. Send resume or apply in person. Equal Opportunity Employer. Call for appointment Monday through Friday. Growing company seeking an experienced individual to join our friendly office staff. Duties include typing, filing, phones and general office work. Computer experience helpful. Excellent benefits and pay. Send resume or apply in person. Equal Opportunity Employer. Call for appointment Monday through Friday.: [575, 151, 665, 266]
ad-body: Growing company seeking an experienced individual to join our friendly office staff. Duties include typing, filing, phones and general office work. Computer experience helpful. Excellent benefits and pay. Send resume or apply in person. Equal Opportunity Employer. Call for appointment Monday through Friday. Growing company seeking an experienced individual to join our friendly office staff. Duties include typing, filing, phones and general office work. Computer experience helpful. Excellent benefits and pay. Send resume or apply in person. Equal Opportunity Employer. Call for appointment Monday through Friday. Growing company seeking an experienced individual to join our friendly office staff. Duties include typing, filing, phones and general office work. Computer experience helpful. Excellent benefits and pay. Send resume or apply in person. Equal Opportunity Employer. Call for appointment Monday through Friday. Growing company seeking an experienced individual to join our friendly office staff. Duties include typing, filing, phones and general office work. Computer experience helpful. Excellent benefits and pay. Send resume or apply in person. Equal Opportunity Employer. Call for appointment Monday through Friday. Growing company seeking an experienced individual to join our friendly office staff. Duties include typing, filing, phones and general office work. Computer experience helpful. Excellent benefits and pay. Send resume or apply in person. Equal Opportunity Employer. Call for appointment Monday through Friday.: [100, 1146, 190, 1261]
ad-body: Growing company seeking an experienced individual to join our friendly office staff. Duties include typing, filing, phones and general office work. Computer experience helpful. Excellent benefits and pay. Send resume or apply in person. Equal Opportunity Employer. Call for appointment Monday through Friday. Growing company seeking an experienced individual to join our friendly office staff. Duties include typing, filing, phones and general office work. Computer experience helpful. Excellent benefits and pay. Send resume or apply in person. Equal Opportunity Employer. Call for appointment Monday through Friday. Growing company seeking an experienced individual to join our friendly office staff. Duties include typing, filing, phones and general office work. Computer experience helpful. Excellent benefits and pay. Send resume or apply in person. Equal Opportunity Employer. Call for appointment Monday through Friday.: [100, 231, 190, 299]
classified-ad: [99, 1626, 191, 1690]
classified-ad-continued: [574, 1355, 666, 2032]
classified-ad: [4, 397, 96, 454]
ad-heading: RECEPTIONIST ADMINISTRATIVE ASSISTANT: [108, 1035, 182, 1046]
classified-ad-continued: [289, 1201, 381, 1878]
category-title: Help Wanted-Clerical Office: [224, 22, 265, 35]
ad-body: Growing company seeking an experienced individual to join our friendly office staff. Duties include typing, filing, phones and general office work. Computer experience helpful. Excellent benefits and pay. Send resume or apply in person. Equal Opportunity Employer. Call for appointment Monday through Friday. Growing company seeking an experienced individual to join our friendly office staff. Duties include typing, filing, phones and general office work. Computer experience helpful. Excellent benefits and pay. Send resume or apply in person. Equal Opportunity Employer. Call for appointment Monday through Friday. Growing company seeking an experienced individual to join our friendly office staff. Duties include typing, filing, phones and general office work. Computer experience helpful. Excellent benefits and pay. Send resume or apply in person. Equal Opportunity Employer. Call for appointment Monday through Friday.: [765, 117, 855, 185]
ad-heading: 504 Help Wanted-Dental: [581, 269, 659, 290]
classified-ad-continued: [99, 1690, 191, 2366]
ad-heading: SECRETARY: [411, 43, 449, 50]
category-number: 506: [767, 20, 791, 37]
classified-ad: [764, 294, 856, 416]
ad-heading: SUPPORT STAFF: [499, 585, 551, 592]
page-folio: 2H(O): [4, 4, 26, 14]
ad-body: Growing company seeking an experienced individual to join our friendly office staff. Duties include typing, filing, phones and general office work. Computer experience helpful. Excellent benefits and pay. Send resume or apply in person. Equal Opportunity Employer. Call for appointment Monday through Friday. Growing company seeking an experienced individual to join our friendly office staff. Duties include typing, filing, phones and general office work. Computer experience helpful. Excellent benefits and pay. Send resume or apply in person. Equal Opportunity Employer. Call for appointment Monday through Friday.: [100, 531, 190, 578]
ad-heading: AS HOSPITALS CLOSE, GRADUATE GROWS!: [680, 1128, 750, 1142]
ad-heading: DENTAL HYGIENIST: [693, 221, 737, 227]
ad-body: Growing company seeking an experienced individual to join our friendly office staff. Duties include typing, filing, phones and general office work. Computer experience helpful. Excellent benefits and pay. Send resume or apply in person. Equal Opportunity Employer. Call for appointment Monday through Friday. Growing company seeking an experienced individual to join our friendly office staff. Duties include typing, filing, phones and general office work. Computer experience helpful. Excellent benefits and pay. Send resume or apply in person. Equal Opportunity Employer. Call for appointment Monday through Friday. Growing company seeking an experienced individual to join our friendly office staff. Duties include typing, filing, phones and general office work. Computer experience helpful. Excellent benefits and pay. Send resume or apply in person. Equal Opportunity Employer. Call for appointment Monday through Friday. Growing company seeking an experienced individual to join our friendly office staff. Duties include typing, filing, phones and general office work. Computer experience helpful. Excellent benefits and pay. Send resume or apply in person. Equal Opportunity Employer. Call for appointment Monday through Friday. Growing company seeking an experienced individual to join our friendly office staff. Duties include typing, filing, phones and general office work. Computer experience helpful. Excellent benefits and pay. Send resume or apply in person. Equal Opportunity Employer. Call for appointment Monday through Friday.: [385, 1047, 475, 1161]
classified-ad: [4, 812, 96, 888]
classified-ad: [384, 1163, 476, 1218]
classified-ad: [574, 873, 666, 997]
category-number: 502: [387, 20, 411, 37]
ad-heading: TWO IMMEDIATE OPENINGS: [493, 1140, 557, 1146]
ad-body: Growing company seeking an experienced individual to join our friendly office staff. Duties include typing, filing, phones and general office work. Computer experience helpful. Excellent benefits and pay. Send resume or apply in person. Equal Opportunity Employer. Call for appointment Monday through Friday. Growing company seeking an experienced individual to join our friendly office staff. Duties include typing, filing, phones and general office work. Computer experience helpful. Excellent benefits and pay. Send resume or apply in person. Equal Opportunity Employer. Call for appointment Monday through Friday. Growing company seeking an experienced individual to join our friendly office staff. Duties include typing, filing, phones and general office work. Computer experience helpful. Excellent benefits and pay. Send resume or apply in person. Equal Opportunity Employer. Call for appointment Monday through Friday. Growing company seeking an experienced individual to join our friendly office staff. Duties include typing, filing, phones and general office work. Computer experience helpful. Excellent benefits and pay. Send resume or apply in person. Equal Opportunity Employer. Call for appointment Monday through Friday. Growing company seeking an experienced individual to join our friendly office staff. Duties include typing, filing, phones and general office work. Computer experience helpful. Excellent benefits and pay. Send resume or apply in person. Equal Opportunity Employer. Call for appointment Monday through Friday.: [480, 1145, 570, 1260]
ad-heading: SECRETARY BOOKKEEPER: [304, 1125, 366, 1131]
classified-ad: [764, 416, 856, 471]
ad-heading: PAYROLL & ACCOUNTING CLERK: [11, 1260, 89, 1274]
classified-column: [479, 18, 572, 1936]
ad-body: Growing company seeking an experienced individual to join our friendly office staff. Duties include typing, filing, phones and general office work. Computer experience helpful. Excellent benefits and pay. Send resume or apply in person. Equal Opportunity Employer. Call for appointment Monday through Friday. Growing company seeking an experienced individual to join our friendly office staff. Duties include typing, filing, phones and general office work. Computer experience helpful. Excellent benefits and pay. Send resume or apply in person. Equal Opportunity Employer. Call for appointment Monday through Friday.: [575, 646, 665, 693]
classified-ad: [289, 1069, 381, 1124]
ad-body: Growing company seeking an experienced individual to join our friendly office staff. Duties include typing, filing, phones and general office work. Computer experience helpful. Excellent benefits and pay. Send resume or apply in person. Equal Opportunity Employer. Call for appointment Monday through Friday. Growing company seeking an experienced individual to join our friendly office staff. Duties include typing, filing, phones and general office work. Computer experience helpful. Excellent benefits and pay. Send resume or apply in person. Equal Opportunity Employer. Call for appointment Monday through Friday. Growing company seeking an experienced individual to join our friendly office staff. Duties include typing, filing, phones and general office work. Computer experience helpful. Excellent benefits and pay. Send resume or apply in person. Equal Opportunity Employer. Call for appointment Monday through Friday. Growing company seeking an experienced individual to join our friendly office staff. Duties include typing, filing, phones and general office work. Computer experience helpful. Excellent benefits and pay. Send resume or apply in person. Equal Opportunity Employer. Call for appointment Monday through Friday. Growing company seeking an experienced individual to join our friendly office staff. Duties include typing, filing, phones and general office work. Computer experience helpful. Excellent benefits and pay. Send resume or apply in person. Equal Opportunity Employer. Call for appointment Monday through Friday.: [290, 953, 380, 1067]
ad-body: Growing company seeking an experienced individual to join our friendly office staff. Duties include typing, filing, phones and general office work. Computer experience helpful. Excellent benefits and pay. Send resume or apply in person. Equal Opportunity Employer. Call for appointment Monday through Friday. Growing company seeking an experienced individual to join our friendly office staff. Duties include typing, filing, phones and general office work. Computer experience helpful. Excellent benefits and pay. Send resume or apply in person. Equal Opportunity Employer. Call for appointment Monday through Friday.: [195, 279, 285, 326]
classified-ad: [194, 768, 286, 869]
ad-heading: SECRETARY $20,000: [494, 302, 556, 309]
ad-body: Growing company seeking an experienced individual to join our friendly office staff. Duties include typing, filing, phones and general office work. Computer experience helpful. Excellent benefits and pay. Send resume or apply in person. Equal Opportunity Employer. Call for appointment Monday through Friday. Growing company seeking an experienced individual to join our friendly office staff. Duties include typing, filing, phones and general office work. Computer experience helpful. Excellent benefits and pay. Send resume or apply in person. Equal Opportunity Employer. Call for appointment Monday through Friday. Growing company seeking an experienced individual to join our friendly office staff. Duties include typing, filing, phones and general office work. Computer experience helpful. Excellent benefits and pay. Send resume or apply in person. Equal Opportunity Employer. Call for appointment Monday through Friday. Growing company seeking an experienced individual to join our friendly office staff. Duties include typing, filing, phones and general office work. Computer experience helpful. Excellent benefits and pay. Send resume or apply in person. Equal Opportunity Employer. Call for appointment Monday through Friday. Growing company seeking an experienced individual to join our friendly office staff. Duties include typing, filing, phones and general office work. Computer experience helpful. Excellent benefits and pay. Send resume or apply in person. Equal Opportunity Employer. Call for appointment Monday through Friday.: [670, 1324, 760, 1438]
ad-heading: PAYROLL SPECIALIST $22,000: [16, 1493, 84, 1507]
ad-heading: RECEPTIONIST/BILLING CLERK: [109, 1141, 181, 1147]
classified-ad: [574, 1053, 666, 1129]
classified-ad: [669, 1057, 761, 1127]
classified-ad: [574, 268, 666, 338]
category-title: Help Wanted-Clerical Office: [34, 22, 75, 35]
ad-body: Growing company seeking an experienced individual to join our friendly office staff. Duties include typing, filing, phones and general office work. Computer experience helpful. Excellent benefits and pay. Send resume or apply in person. Equal Opportunity Employer. Call for appointment Monday through Friday. Growing company seeking an experienced individual to join our friendly office staff. Duties include typing, filing, phones and general office work. Computer experience helpful. Excellent benefits and pay. Send resume or apply in person. Equal Opportunity Employer. Call for appointment Monday through Friday.: [195, 635, 285, 682]
classified-ad-continued: [384, 1295, 476, 1972]
ad-body: Growing company seeking an experienced individual to join our friendly office staff. Duties include typing, filing, phones and general office work. Computer experience helpful. Excellent benefits and pay. Send resume or apply in person. Equal Opportunity Employer. Call for appointment Monday through Friday. Growing company seeking an experienced individual to join our friendly office staff. Duties include typing, filing, phones and general office work. Computer experience helpful. Excellent benefits and pay. Send resume or apply in person. Equal Opportunity Employer. Call for appointment Monday through Friday. Growing company seeking an experienced individual to join our friendly office staff. Duties include typing, filing, phones and general office work. Computer experience helpful. Excellent benefits and pay. Send resume or apply in person. Equal Opportunity Employer. Call for appointment Monday through Friday. Growing company seeking an experienced individual to join our friendly office staff. Duties include typing, filing, phones and general office work. Computer experience helpful. Excellent benefits and pay. Send resume or apply in person. Equal Opportunity Employer. Call for appointment Monday through Friday.: [480, 309, 570, 402]
ad-heading: OFFICE PERSON: [31, 889, 69, 895]
ad-heading: SERVICE COORDINATOR: [497, 530, 553, 536]
classified-ad: [194, 684, 286, 768]
ad-heading: OFFICE CLERICAL: [22, 398, 78, 405]
ad-heading: Receptionist: [114, 1497, 176, 1510]
ad-body: Growing company seeking an experienced individual to join our friendly office staff. Duties include typing, filing, phones and general office work. Computer experience helpful. Excellent benefits and pay. Send resume or apply in person. Equal Opportunity Employer. Call for appointment Monday through Friday. Growing company seeking an experienced individual to join our friendly office staff. Duties include typing, filing, phones and general office work. Computer experience helpful. Excellent benefits and pay. Send resume or apply in person. Equal Opportunity Employer. Call for appointment Monday through Friday. Growing company seeking an experienced individual to join our friendly office staff. Duties include typing, filing, phones and general office work. Computer experience helpful. Excellent benefits and pay. Send resume or apply in person. Equal Opportunity Employer. Call for appointment Monday through Friday. Growing company seeking an experienced individual to join our friendly office staff. Duties include typing, filing, phones and general office work. Computer experience helpful. Excellent benefits and pay. Send resume or apply in person. Equal Opportunity Employer. Call for appointment Monday through Friday. Growing company seeking an experienced individual to join our friendly office staff. Duties include typing, filing, phones and general office work. Computer experience helpful. Excellent benefits and pay. Send resume or apply in person. Equal Opportunity Employer. Call for appointment Monday through Friday.: [290, 595, 380, 709]
ad-heading: RECEPTIONIST: [301, 585, 369, 596]
classified-ad: [669, 935, 761, 1057]
ad-body: Growing company seeking an experienced individual to join our friendly office staff. Duties include typing, filing, phones and general office work. Computer experience helpful. Excellent benefits and pay. Send resume or apply in person. Equal Opportunity Employer. Call for appointment Monday through Friday. Growing company seeking an experienced individual to join our friendly office staff. Duties include typing, filing, phones and general office work. Computer experience helpful. Excellent benefits and pay. Send resume or apply in person. Equal Opportunity Employer. Call for appointment Monday through Friday. Growing company seeking an experienced individual to join our friendly office staff. Duties include typing, filing, phones and general office work. Computer experience helpful. Excellent benefits and pay. Send resume or apply in person. Equal Opportunity Employer. Call for appointment Monday through Friday. Growing company seeking an experienced individual to join our friendly office staff. Duties include typing, filing, phones and general office work. Computer experience helpful. Excellent benefits and pay. Send resume or apply in person. Equal Opportunity Employer. Call for appointment Monday through Friday.: [5, 179, 95, 273]
ad-heading: SECRETARY: [321, 1070, 349, 1076]
ad-body: Growing company seeking an experienced individual to join our friendly office staff. Duties include typing, filing, phones and general office work. Computer experience helpful. Excellent benefits and pay. Send resume or apply in person. Equal Opportunity Employer. Call for appointment Monday through Friday. Growing company seeking an experienced individual to join our friendly office staff. Duties include typing, filing, phones and general office work. Computer experience helpful. Excellent benefits and pay. Send resume or apply in person. Equal Opportunity Employer. Call for appointment Monday through Friday. Growing company seeking an experienced individual to join our friendly office staff. Duties include typing, filing, phones and general office work. Computer experience helpful. Excellent benefits and pay. Send resume or apply in person. Equal Opportunity Employer. Call for appointment Monday through Friday. Growing company seeking an experienced individual to join our friendly office staff. Duties include typing, filing, phones and general office work. Computer experience helpful. Excellent benefits and pay. Send resume or apply in person. Equal Opportunity Employer. Call for appointment Monday through Friday.: [765, 554, 855, 647]
ad-body: Growing company seeking an experienced individual to join our friendly office staff. Duties include typing, filing, phones and general office work. Computer experience helpful. Excellent benefits and pay. Send resume or apply in person. Equal Opportunity Employer. Call for appointment Monday through Friday. Growing company seeking an experienced individual to join our friendly office staff. Duties include typing, filing, phones and general office work. Computer experience helpful. Excellent benefits and pay. Send resume or apply in person. Equal Opportunity Employer. Call for appointment Monday through Friday. Growing company seeking an experienced individual to join our friendly office staff. Duties include typing, filing, phones and general office work. Computer experience helpful. Excellent benefits and pay. Send resume or apply in person. Equal Opportunity Employer. Call for appointment Monday through Friday. Growing company seeking an experienced individual to join our friendly office staff. Duties include typing, filing, phones and general office work. Computer experience helpful. Excellent benefits and pay. Send resume or apply in person. Equal Opportunity Employer. Call for appointment Monday through Friday. Growing company seeking an experienced individual to join our friendly office staff. Duties include typing, filing, phones and general office work. Computer experience helpful. Excellent benefits and pay. Send resume or apply in person. Equal Opportunity Employer. Call for appointment Monday through Friday.: [101, 49, 189, 163]
ad-body: Growing company seeking an experienced individual to join our friendly office staff. Duties include typing, filing, phones and general office work. Computer experience helpful. Excellent benefits and pay. Send resume or apply in person. Equal Opportunity Employer. Call for appointment Monday through Friday. Growing company seeking an experienced individual to join our friendly office staff. Duties include typing, filing, phones and general office work. Computer experience helpful. Excellent benefits and pay. Send resume or apply in person. Equal Opportunity Employer. Call for appointment Monday through Friday. Growing company seeking an experienced individual to join our friendly office staff. Duties include typing, filing, phones and general office work. Computer experience helpful. Excellent benefits and pay. Send resume or apply in person. Equal Opportunity Employer. Call for appointment Monday through Friday.: [385, 1225, 475, 1293]
classified-ad: [194, 143, 286, 273]
ad-body: Growing company seeking an experienced individual to join our friendly office staff. Duties include typing, filing, phones and general office work. Computer experience helpful. Excellent benefits and pay. Send resume or apply in person. Equal Opportunity Employer. Call for appointment Monday through Friday. Growing company seeking an experienced individual to join our friendly office staff. Duties include typing, filing, phones and general office work. Computer experience helpful. Excellent benefits and pay. Send resume or apply in person. Equal Opportunity Employer. Call for appointment Monday through Friday. Growing company seeking an experienced individual to join our friendly office staff. Duties include typing, filing, phones and general office work. Computer experience helpful. Excellent benefits and pay. Send resume or apply in person. Equal Opportunity Employer. Call for appointment Monday through Friday. Growing company seeking an experienced individual to join our friendly office staff. Duties include typing, filing, phones and general office work. Computer experience helpful. Excellent benefits and pay. Send resume or apply in person. Equal Opportunity Employer. Call for appointment Monday through Friday.: [480, 1044, 570, 1137]
ad-heading: RECEPTIONIST: [195, 144, 285, 157]
ad-body: Growing company seeking an experienced individual to join our friendly office staff. Duties include typing, filing, phones and general office work. Computer experience helpful. Excellent benefits and pay. Send resume or apply in person. Equal Opportunity Employer. Call for appointment Monday through Friday. Growing company seeking an experienced individual to join our friendly office staff. Duties include typing, filing, phones and general office work. Computer experience helpful. Excellent benefits and pay. Send resume or apply in person. Equal Opportunity Employer. Call for appointment Monday through Friday. Growing company seeking an experienced individual to join our friendly office staff. Duties include typing, filing, phones and general office work. Computer experience helpful. Excellent benefits and pay. Send resume or apply in person. Equal Opportunity Employer. Call for appointment Monday through Friday. Growing company seeking an experienced individual to join our friendly office staff. Duties include typing, filing, phones and general office work. Computer experience helpful. Excellent benefits and pay. Send resume or apply in person. Equal Opportunity Employer. Call for appointment Monday through Friday. Growing company seeking an experienced individual to join our friendly office staff. Duties include typing, filing, phones and general office work. Computer experience helpful. Excellent benefits and pay. Send resume or apply in person. Equal Opportunity Employer. Call for appointment Monday through Friday.: [575, 1239, 665, 1353]
ad-heading: RECEPTIONIST DESK: [216, 406, 264, 412]
ad-heading: WORD PROCESSOR: [597, 146, 643, 152]
ad-heading: E.M.T. AMBULANCE GROUP: [768, 1044, 852, 1051]
ad-body: Growing company seeking an experienced individual to join our friendly office staff. Duties include typing, filing, phones and general office work. Computer experience helpful. Excellent benefits and pay. Send resume or apply in person. Equal Opportunity Employer. Call for appointment Monday through Friday. Growing company seeking an experienced individual to join our friendly office staff. Duties include typing, filing, phones and general office work. Computer experience helpful. Excellent benefits and pay. Send resume or apply in person. Equal Opportunity Employer. Call for appointment Monday through Friday.: [290, 718, 380, 765]
classified-ad: [4, 1369, 96, 1491]
category-title: Walled Lake Schools: [577, 22, 637, 28]
ad-heading: PART TIME POSITION: [26, 1113, 74, 1119]
category-banner: [4, 18, 96, 40]
ad-body: Growing company seeking an experienced individual to join our friendly office staff. Duties include typing, filing, phones and general office work. Computer experience helpful. Excellent benefits and pay. Send resume or apply in person. Equal Opportunity Employer. Call for appointment Monday through Friday. Growing company seeking an experienced individual to join our friendly office staff. Duties include typing, filing, phones and general office work. Computer experience helpful. Excellent benefits and pay. Send resume or apply in person. Equal Opportunity Employer. Call for appointment Monday through Friday. Growing company seeking an experienced individual to join our friendly office staff. Duties include typing, filing, phones and general office work. Computer experience helpful. Excellent benefits and pay. Send resume or apply in person. Equal Opportunity Employer. Call for appointment Monday through Friday.: [100, 586, 190, 654]
classified-ad: [479, 769, 571, 906]
ad-body: Growing company seeking an experienced individual to join our friendly office staff. Duties include typing, filing, phones and general office work. Computer experience helpful. Excellent benefits and pay. Send resume or apply in person. Equal Opportunity Employer. Call for appointment Monday through Friday. Growing company seeking an experienced individual to join our friendly office staff. Duties include typing, filing, phones and general office work. Computer experience helpful. Excellent benefits and pay. Send resume or apply in person. Equal Opportunity Employer. Call for appointment Monday through Friday. Growing company seeking an experienced individual to join our friendly office staff. Duties include typing, filing, phones and general office work. Computer experience helpful. Excellent benefits and pay. Send resume or apply in person. Equal Opportunity Employer. Call for appointment Monday through Friday.: [5, 818, 95, 886]
classified-column: [574, 18, 667, 2030]
ad-body: Growing company seeking an experienced individual to join our friendly office staff. Duties include typing, filing, phones and general office work. Computer experience helpful. Excellent benefits and pay. Send resume or apply in person. Equal Opportunity Employer. Call for appointment Monday through Friday. Growing company seeking an experienced individual to join our friendly office staff. Duties include typing, filing, phones and general office work. Computer experience helpful. Excellent benefits and pay. Send resume or apply in person. Equal Opportunity Employer. Call for appointment Monday through Friday. Growing company seeking an experienced individual to join our friendly office staff. Duties include typing, filing, phones and general office work. Computer experience helpful. Excellent benefits and pay. Send resume or apply in person. Equal Opportunity Employer. Call for appointment Monday through Friday. Growing company seeking an experienced individual to join our friendly office staff. Duties include typing, filing, phones and general office work. Computer experience helpful. Excellent benefits and pay. Send resume or apply in person. Equal Opportunity Employer. Call for appointment Monday through Friday.: [100, 307, 190, 400]
classified-column: [4, 18, 97, 2230]
ad-heading: CSC HEALTHCARE SYSTEMS INC: [101, 1627, 189, 1641]
ad-heading: RECEPTIONIST: [195, 685, 285, 698]
ad-heading: RECEPTIONIST ACCOUNTING CLERK: [103, 959, 187, 965]
ad-heading: OPERATIONS CLERK: [26, 991, 74, 997]
ad-heading: OFFICE CLERICAL: [29, 456, 71, 462]
ad-body: Growing company seeking an experienced individual to join our friendly office staff. Duties include typing, filing, phones and general office work. Computer experience helpful. Excellent benefits and pay. Send resume or apply in person. Equal Opportunity Employer. Call for appointment Monday through Friday. Growing company seeking an experienced individual to join our friendly office staff. Duties include typing, filing, phones and general office work. Computer experience helpful. Excellent benefits and pay. Send resume or apply in person. Equal Opportunity Employer. Call for appointment Monday through Friday. Growing company seeking an experienced individual to join our friendly office staff. Duties include typing, filing, phones and general office work. Computer experience helpful. Excellent benefits and pay. Send resume or apply in person. Equal Opportunity Employer. Call for appointment Monday through Friday. Growing company seeking an experienced individual to join our friendly office staff. Duties include typing, filing, phones and general office work. Computer experience helpful. Excellent benefits and pay. Send resume or apply in person. Equal Opportunity Employer. Call for appointment Monday through Friday. Growing company seeking an experienced individual to join our friendly office staff. Duties include typing, filing, phones and general office work. Computer experience helpful. Excellent benefits and pay. Send resume or apply in person. Equal Opportunity Employer. Call for appointment Monday through Friday.: [575, 881, 665, 996]
category-title: Help Wanted-Clerical Office: [414, 22, 455, 35]
classified-ad: [4, 531, 96, 632]
ad-body: Growing company seeking an experienced individual to join our friendly office staff. Duties include typing, filing, phones and general office work. Computer experience helpful. Excellent benefits and pay. Send resume or apply in person. Equal Opportunity Employer. Call for appointment Monday through Friday. Growing company seeking an experienced individual to join our friendly office staff. Duties include typing, filing, phones and general office work. Computer experience helpful. Excellent benefits and pay. Send resume or apply in person. Equal Opportunity Employer. Call for appointment Monday through Friday. Growing company seeking an experienced individual to join our friendly office staff. Duties include typing, filing, phones and general office work. Computer experience helpful. Excellent benefits and pay. Send resume or apply in person. Equal Opportunity Employer. Call for appointment Monday through Friday. Growing company seeking an experienced individual to join our friendly office staff. Duties include typing, filing, phones and general office work. Computer experience helpful. Excellent benefits and pay. Send resume or apply in person. Equal Opportunity Employer. Call for appointment Monday through Friday.: [670, 480, 760, 573]
classified-ad: [669, 342, 761, 397]
ad-heading: DENTAL RECEPTIONIST: [688, 576, 742, 582]
ad-body: Growing company seeking an experienced individual to join our friendly office staff. Duties include typing, filing, phones and general office work. Computer experience helpful. Excellent benefits and pay. Send resume or apply in person. Equal Opportunity Employer. Call for appointment Monday through Friday. Growing company seeking an experienced individual to join our friendly office staff. Duties include typing, filing, phones and general office work. Computer experience helpful. Excellent benefits and pay. Send resume or apply in person. Equal Opportunity Employer. Call for appointment Monday through Friday.: [385, 50, 475, 97]
masthead: [4, 2, 856, 16]
ad-body: Growing company seeking an experienced individual to join our friendly office staff. Duties include typing, filing, phones and general office work. Computer experience helpful. Excellent benefits and pay. Send resume or apply in person. Equal Opportunity Employer. Call for appointment Monday through Friday. Growing company seeking an experienced individual to join our friendly office staff. Duties include typing, filing, phones and general office work. Computer experience helpful. Excellent benefits and pay. Send resume or apply in person. Equal Opportunity Employer. Call for appointment Monday through Friday. Growing company seeking an experienced individual to join our friendly office staff. Duties include typing, filing, phones and general office work. Computer experience helpful. Excellent benefits and pay. Send resume or apply in person. Equal Opportunity Employer. Call for appointment Monday through Friday.: [765, 856, 855, 924]
category-title: Help Wanted-Clerical Office: [509, 22, 550, 35]
ad-heading: PAYROLL ADMINISTRATOR: [20, 1370, 80, 1376]
ad-body: Growing company seeking an experienced individual to join our friendly office staff. Duties include typing, filing, phones and general office work. Computer experience helpful. Excellent benefits and pay. Send resume or apply in person. Equal Opportunity Employer. Call for appointment Monday through Friday. Growing company seeking an experienced individual to join our friendly office staff. Duties include typing, filing, phones and general office work. Computer experience helpful. Excellent benefits and pay. Send resume or apply in person. Equal Opportunity Employer. Call for appointment Monday through Friday. Growing company seeking an experienced individual to join our friendly office staff. Duties include typing, filing, phones and general office work. Computer experience helpful. Excellent benefits and pay. Send resume or apply in person. Equal Opportunity Employer. Call for appointment Monday through Friday. Growing company seeking an experienced individual to join our friendly office staff. Duties include typing, filing, phones and general office work. Computer experience helpful. Excellent benefits and pay. Send resume or apply in person. Equal Opportunity Employer. Call for appointment Monday through Friday. Growing company seeking an experienced individual to join our friendly office staff. Duties include typing, filing, phones and general office work. Computer experience helpful. Excellent benefits and pay. Send resume or apply in person. Equal Opportunity Employer. Call for appointment Monday through Friday.: [575, 522, 665, 636]
ad-heading: TRAINING CONSULTANT: [498, 1039, 552, 1045]
ad-heading: DENTAL ASSISTANT: [597, 1054, 643, 1060]
classified-ad: [574, 1233, 666, 1355]
classified-ad: [764, 926, 856, 1042]
ad-heading: SECRETARY: [416, 1164, 444, 1170]
classified-ad: [669, 833, 761, 934]
ad-heading: RECEPTIONIST: [223, 769, 257, 775]
ad-body: Growing company seeking an experienced individual to join our friendly office staff. Duties include typing, filing, phones and general office work. Computer experience helpful. Excellent benefits and pay. Send resume or apply in person. Equal Opportunity Employer. Call for appointment Monday through Friday. Growing company seeking an experienced individual to join our friendly office staff. Duties include typing, filing, phones and general office work. Computer experience helpful. Excellent benefits and pay. Send resume or apply in person. Equal Opportunity Employer. Call for appointment Monday through Friday. Growing company seeking an experienced individual to join our friendly office staff. Duties include typing, filing, phones and general office work. Computer experience helpful. Excellent benefits and pay. Send resume or apply in person. Equal Opportunity Employer. Call for appointment Monday through Friday. Growing company seeking an experienced individual to join our friendly office staff. Duties include typing, filing, phones and general office work. Computer experience helpful. Excellent benefits and pay. Send resume or apply in person. Equal Opportunity Employer. Call for appointment Monday through Friday. Growing company seeking an experienced individual to join our friendly office staff. Duties include typing, filing, phones and general office work. Computer experience helpful. Excellent benefits and pay. Send resume or apply in person. Equal Opportunity Employer. Call for appointment Monday through Friday.: [5, 281, 95, 395]
footer-marks: [4, 1342, 856, 1354]
ad-body: Growing company seeking an experienced individual to join our friendly office staff. Duties include typing, filing, phones and general office work. Computer experience helpful. Excellent benefits and pay. Send resume or apply in person. Equal Opportunity Employer. Call for appointment Monday through Friday. Growing company seeking an experienced individual to join our friendly office staff. Duties include typing, filing, phones and general office work. Computer experience helpful. Excellent benefits and pay. Send resume or apply in person. Equal Opportunity Employer. Call for appointment Monday through Friday.: [5, 405, 95, 452]
classified-ad: [764, 1043, 856, 1167]
classified-ad: [384, 177, 476, 278]
ad-body: Growing company seeking an experienced individual to join our friendly office staff. Duties include typing, filing, phones and general office work. Computer experience helpful. Excellent benefits and pay. Send resume or apply in person. Equal Opportunity Employer. Call for appointment Monday through Friday. Growing company seeking an experienced individual to join our friendly office staff. Duties include typing, filing, phones and general office work. Computer experience helpful. Excellent benefits and pay. Send resume or apply in person. Equal Opportunity Employer. Call for appointment Monday through Friday.: [480, 170, 570, 218]
ad-heading: TITLE CLERK: [510, 963, 540, 969]
ad-heading: ADMINISTRATIVE ASSISTANT: [587, 339, 653, 345]
ad-body: Growing company seeking an experienced individual to join our friendly office staff. Duties include typing, filing, phones and general office work. Computer experience helpful. Excellent benefits and pay. Send resume or apply in person. Equal Opportunity Employer. Call for appointment Monday through Friday. Growing company seeking an experienced individual to join our friendly office staff. Duties include typing, filing, phones and general office work. Computer experience helpful. Excellent benefits and pay. Send resume or apply in person. Equal Opportunity Employer. Call for appointment Monday through Friday. Growing company seeking an experienced individual to join our friendly office staff. Duties include typing, filing, phones and general office work. Computer experience helpful. Excellent benefits and pay. Send resume or apply in person. Equal Opportunity Employer. Call for appointment Monday through Friday.: [575, 1059, 665, 1127]
ad-heading: Secretary - Part Time: [398, 767, 462, 774]
ad-body: Growing company seeking an experienced individual to join our friendly office staff. Duties include typing, filing, phones and general office work. Computer experience helpful. Excellent benefits and pay. Send resume or apply in person. Equal Opportunity Employer. Call for appointment Monday through Friday. Growing company seeking an experienced individual to join our friendly office staff. Duties include typing, filing, phones and general office work. Computer experience helpful. Excellent benefits and pay. Send resume or apply in person. Equal Opportunity Employer. Call for appointment Monday through Friday.: [290, 1075, 380, 1122]
ad-body: Growing company seeking an experienced individual to join our friendly office staff. Duties include typing, filing, phones and general office work. Computer experience helpful. Excellent benefits and pay. Send resume or apply in person. Equal Opportunity Employer. Call for appointment Monday through Friday. Growing company seeking an experienced individual to join our friendly office staff. Duties include typing, filing, phones and general office work. Computer experience helpful. Excellent benefits and pay. Send resume or apply in person. Equal Opportunity Employer. Call for appointment Monday through Friday. Growing company seeking an experienced individual to join our friendly office staff. Duties include typing, filing, phones and general office work. Computer experience helpful. Excellent benefits and pay. Send resume or apply in person. Equal Opportunity Employer. Call for appointment Monday through Friday. Growing company seeking an experienced individual to join our friendly office staff. Duties include typing, filing, phones and general office work. Computer experience helpful. Excellent benefits and pay. Send resume or apply in person. Equal Opportunity Employer. Call for appointment Monday through Friday. Growing company seeking an experienced individual to join our friendly office staff. Duties include typing, filing, phones and general office work. Computer experience helpful. Excellent benefits and pay. Send resume or apply in person. Equal Opportunity Employer. Call for appointment Monday through Friday.: [5, 996, 95, 1110]
ad-body: Growing company seeking an experienced individual to join our friendly office staff. Duties include typing, filing, phones and general office work. Computer experience helpful. Excellent benefits and pay. Send resume or apply in person. Equal Opportunity Employer. Call for appointment Monday through Friday. Growing company seeking an experienced individual to join our friendly office staff. Duties include typing, filing, phones and general office work. Computer experience helpful. Excellent benefits and pay. Send resume or apply in person. Equal Opportunity Employer. Call for appointment Monday through Friday. Growing company seeking an experienced individual to join our friendly office staff. Duties include typing, filing, phones and general office work. Computer experience helpful. Excellent benefits and pay. Send resume or apply in person. Equal Opportunity Employer. Call for appointment Monday through Friday. Growing company seeking an experienced individual to join our friendly office staff. Duties include typing, filing, phones and general office work. Computer experience helpful. Excellent benefits and pay. Send resume or apply in person. Equal Opportunity Employer. Call for appointment Monday through Friday. Growing company seeking an experienced individual to join our friendly office staff. Duties include typing, filing, phones and general office work. Computer experience helpful. Excellent benefits and pay. Send resume or apply in person. Equal Opportunity Employer. Call for appointment Monday through Friday. Growing company seeking an experienced individual to join our friendly office staff. Duties include typing, filing, phones and general office work. Computer experience helpful. Excellent benefits and pay. Send resume or apply in person. Equal Opportunity Employer. Call for appointment Monday through Friday. Growing company seeking an experienced individual to join our friendly office staff. Duties include typing, filing, phones and general office work. Computer experience helpful. Excellent benefits and pay. Send resume or apply in person. Equal Opportunity Employer. Call for appointment Monday through Friday. Growing company seeking an experienced individual to join our friendly office staff. Duties include typing, filing, phones and general office work. Computer experience helpful. Excellent benefits and pay. Send resume or apply in person. Equal Opportunity Employer. Call for appointment Monday through Friday. Growing company seeking an experienced individual to join our friendly office staff. Duties include typing, filing, phones and general office work. Computer experience helpful. Excellent benefits and pay. Send resume or apply in person. Equal Opportunity Employer. Call for appointment Monday through Friday. Growing company seeking an experienced individual to join our friendly office staff. Duties include typing, filing, phones and general office work. Computer experience helpful. Excellent benefits and pay. Send resume or apply in person. Equal Opportunity Employer. Call for appointment Monday through Friday. Growing company seeking an experienced individual to join our friendly office staff. Duties include typing, filing, phones and general office work. Computer experience helpful. Excellent benefits and pay. Send resume or apply in person. Equal Opportunity Employer. Call for appointment Monday through Friday. Growing company seeking an experienced individual to join our friendly office staff. Duties include typing, filing, phones and general office work. Computer experience helpful. Excellent benefits and pay. Send resume or apply in person. Equal Opportunity Employer. Call for appointment Monday through Friday. Growing company seeking an experienced individual to join our friendly office staff. Duties include typing, filing, phones and general office work. Computer experience helpful. Excellent benefits and pay. Send resume or apply in person. Equal Opportunity Employer. Call for appointment Monday through Friday. Growing company seeking an experienced individual to join our friendly office staff. Duties include typing, filing, phones and general office work. Computer experience helpful. Excellent benefits and pay. Send resume or apply in person. Equal Opportunity Employer. Call for appointment Monday through Friday. Growing company seeking an experienced individual to join our friendly office staff. Duties include typing, filing, phones and general office work. Computer experience helpful. Excellent benefits and pay. Send resume or apply in person. Equal Opportunity Employer. Call for appointment Monday through Friday. Growing company seeking an experienced individual to join our friendly office staff. Duties include typing, filing, phones and general office work. Computer experience helpful. Excellent benefits and pay. Send resume or apply in person. Equal Opportunity Employer. Call for appointment Monday through Friday. Growing company seeking an experienced individual to join our friendly office staff. Duties include typing, filing, phones and general office work. Computer experience helpful. Excellent benefits and pay. Send resume or apply in person. Equal Opportunity Employer. Call for appointment Monday through Friday. Growing company seeking an experienced individual to join our friendly office staff. Duties include typing, filing, phones and general office work. Computer experience helpful. Excellent benefits and pay. Send resume or apply in person. Equal Opportunity Employer. Call for appointment Monday through Friday. Growing company seeking an experienced individual to join our friendly office staff. Duties include typing, filing, phones and general office work. Computer experience helpful. Excellent benefits and pay. Send resume or apply in person. Equal Opportunity Employer. Call for appointment Monday through Friday. Growing company seeking an experienced individual to join our friendly office staff. Duties include typing, filing, phones and general office work. Computer experience helpful. Excellent benefits and pay. Send resume or apply in person. Equal Opportunity Employer. Call for appointment Monday through Friday. Growing company seeking an experienced individual to join our friendly office staff. Duties include typing, filing, phones and general office work. Computer experience helpful. Excellent benefits and pay. Send resume or apply in person. Equal Opportunity Employer. Call for appointment Monday through Friday. Growing company seeking an experienced individual to join our friendly office staff. Duties include typing, filing, phones and general office work. Computer experience helpful. Excellent benefits and pay. Send resume or apply in person. Equal Opportunity Employer. Call for appointment Monday through Friday. Growing company seeking an experienced individual to join our friendly office staff. Duties include typing, filing, phones and general office work. Computer experience helpful. Excellent benefits and pay. Send resume or apply in person. Equal Opportunity Employer. Call for appointment Monday through Friday. Growing company seeking an experienced individual to join our friendly office staff. Duties include typing, filing, phones and general office work. Computer experience helpful. Excellent benefits and pay. Send resume or apply in person. Equal Opportunity Employer. Call for appointment Monday through Friday. Growing company seeking an experienced individual to join our friendly office staff. Duties include typing, filing, phones and general office work. Computer experience helpful. Excellent benefits and pay. Send resume or apply in person. Equal Opportunity Employer. Call for appointment Monday through Friday. Growing company seeking an experienced individual to join our friendly office staff. Duties include typing, filing, phones and general office work. Computer experience helpful. Excellent benefits and pay. Send resume or apply in person. Equal Opportunity Employer. Call for appointment Monday through Friday. Growing company seeking an experienced individual to join our friendly office staff. Duties include typing, filing, phones and general office work. Computer experience helpful. Excellent benefits and pay. Send resume or apply in person. Equal Opportunity Employer. Call for appointment Monday through Friday. Growing company seeking an experienced individual to join our friendly office staff. Duties include typing, filing, phones and general office work. Computer experience helpful. Excellent benefits and pay. Send resume or apply in person. Equal Opportunity Employer. Call for appointment Monday through Friday. Growing company seeking an experienced individual to join our friendly office staff. Duties include typing, filing, phones and general office work. Computer experience helpful. Excellent benefits and pay. Send resume or apply in person. Equal Opportunity Employer. Call for appointment Monday through Friday. Growing company seeking an experienced individual to join our friendly office staff. Duties include typing, filing, phones and general office work. Computer experience helpful. Excellent benefits and pay. Send resume or apply in person. Equal Opportunity Employer. Call for appointment Monday through Friday.: [195, 1228, 285, 1901]
classified-ad-continued: [669, 1441, 761, 2118]
ad-body: Growing company seeking an experienced individual to join our friendly office staff. Duties include typing, filing, phones and general office work. Computer experience helpful. Excellent benefits and pay. Send resume or apply in person. Equal Opportunity Employer. Call for appointment Monday through Friday. Growing company seeking an experienced individual to join our friendly office staff. Duties include typing, filing, phones and general office work. Computer experience helpful. Excellent benefits and pay. Send resume or apply in person. Equal Opportunity Employer. Call for appointment Monday through Friday. Growing company seeking an experienced individual to join our friendly office staff. Duties include typing, filing, phones and general office work. Computer experience helpful. Excellent benefits and pay. Send resume or apply in person. Equal Opportunity Employer. Call for appointment Monday through Friday. Growing company seeking an experienced individual to join our friendly office staff. Duties include typing, filing, phones and general office work. Computer experience helpful. Excellent benefits and pay. Send resume or apply in person. Equal Opportunity Employer. Call for appointment Monday through Friday. Growing company seeking an experienced individual to join our friendly office staff. Duties include typing, filing, phones and general office work. Computer experience helpful. Excellent benefits and pay. Send resume or apply in person. Equal Opportunity Employer. Call for appointment Monday through Friday.: [765, 1051, 855, 1165]
classified-ad: [764, 187, 856, 293]
classified-ad: [194, 42, 286, 143]
ad-heading: COMING SOON! NURSING ASSISTANT TRAINING PROGRAM: [771, 775, 849, 796]
classified-ad: [669, 118, 761, 219]
classified-ad: [99, 1318, 191, 1394]
classified-ad: [4, 1492, 96, 1556]
ad-heading: RECEPTIONIST/CLERICAL: [211, 1048, 269, 1054]
ad-heading: OFFICE ASSISTANT: [28, 98, 72, 104]
ad-heading: ORTHODONTIC ASSISTANT: [684, 936, 746, 942]
classified-ad: [479, 529, 571, 584]
ad-body: Growing company seeking an experienced individual to join our friendly office staff. Duties include typing, filing, phones and general office work. Computer experience helpful. Excellent benefits and pay. Send resume or apply in person. Equal Opportunity Employer. Call for appointment Monday through Friday. Growing company seeking an experienced individual to join our friendly office staff. Duties include typing, filing, phones and general office work. Computer experience helpful. Excellent benefits and pay. Send resume or apply in person. Equal Opportunity Employer. Call for appointment Monday through Friday.: [290, 352, 380, 399]
classified-ad-continued: [479, 1262, 571, 1939]
ad-heading: PROPERTY CASUALTY: [119, 302, 171, 308]
classified-column: [384, 18, 477, 1969]
classified-ad: [669, 575, 761, 697]
ad-body: Growing company seeking an experienced individual to join our friendly office staff. Duties include typing, filing, phones and general office work. Computer experience helpful. Excellent benefits and pay. Send resume or apply in person. Equal Opportunity Employer. Call for appointment Monday through Friday. Growing company seeking an experienced individual to join our friendly office staff. Duties include typing, filing, phones and general office work. Computer experience helpful. Excellent benefits and pay. Send resume or apply in person. Equal Opportunity Employer. Call for appointment Monday through Friday.: [5, 48, 95, 95]
ad-heading: REAL ESTATE ASSISTANT: [116, 403, 174, 409]
category-banner: [669, 18, 761, 40]
ad-body: Growing company seeking an experienced individual to join our friendly office staff. Duties include typing, filing, phones and general office work. Computer experience helpful. Excellent benefits and pay. Send resume or apply in person. Equal Opportunity Employer. Call for appointment Monday through Friday. Growing company seeking an experienced individual to join our friendly office staff. Duties include typing, filing, phones and general office work. Computer experience helpful. Excellent benefits and pay. Send resume or apply in person. Equal Opportunity Employer. Call for appointment Monday through Friday.: [385, 1169, 475, 1216]
classified-ad: [289, 222, 381, 346]
ad-body: Growing company seeking an experienced individual to join our friendly office staff. Duties include typing, filing, phones and general office work. Computer experience helpful. Excellent benefits and pay. Send resume or apply in person. Equal Opportunity Employer. Call for appointment Monday through Friday. Growing company seeking an experienced individual to join our friendly office staff. Duties include typing, filing, phones and general office work. Computer experience helpful. Excellent benefits and pay. Send resume or apply in person. Equal Opportunity Employer. Call for appointment Monday through Friday. Growing company seeking an experienced individual to join our friendly office staff. Duties include typing, filing, phones and general office work. Computer experience helpful. Excellent benefits and pay. Send resume or apply in person. Equal Opportunity Employer. Call for appointment Monday through Friday.: [5, 1189, 95, 1257]
classified-ad: [574, 516, 666, 638]
category-banner: [479, 18, 571, 40]
ad-body: Growing company seeking an experienced individual to join our friendly office staff. Duties include typing, filing, phones and general office work. Computer experience helpful. Excellent benefits and pay. Send resume or apply in person. Equal Opportunity Employer. Call for appointment Monday through Friday. Growing company seeking an experienced individual to join our friendly office staff. Duties include typing, filing, phones and general office work. Computer experience helpful. Excellent benefits and pay. Send resume or apply in person. Equal Opportunity Employer. Call for appointment Monday through Friday.: [385, 774, 475, 821]
classified-ad: [574, 338, 666, 414]
classified-ad: [574, 1129, 666, 1232]
category-title: Help Wanted-Clerical Office: [319, 22, 360, 35]
ad-body: Growing company seeking an experienced individual to join our friendly office staff. Duties include typing, filing, phones and general office work. Computer experience helpful. Excellent benefits and pay. Send resume or apply in person. Equal Opportunity Employer. Call for appointment Monday through Friday. Growing company seeking an experienced individual to join our friendly office staff. Duties include typing, filing, phones and general office work. Computer experience helpful. Excellent benefits and pay. Send resume or apply in person. Equal Opportunity Employer. Call for appointment Monday through Friday. Growing company seeking an experienced individual to join our friendly office staff. Duties include typing, filing, phones and general office work. Computer experience helpful. Excellent benefits and pay. Send resume or apply in person. Equal Opportunity Employer. Call for appointment Monday through Friday. Growing company seeking an experienced individual to join our friendly office staff. Duties include typing, filing, phones and general office work. Computer experience helpful. Excellent benefits and pay. Send resume or apply in person. Equal Opportunity Employer. Call for appointment Monday through Friday.: [385, 548, 475, 641]
classified-column: [99, 18, 192, 2364]
ad-heading: OFFICE MANAGER: [29, 813, 71, 819]
classified-ad: [479, 42, 571, 164]
ad-body: Growing company seeking an experienced individual to join our friendly office staff. Duties include typing, filing, phones and general office work. Computer experience helpful. Excellent benefits and pay. Send resume or apply in person. Equal Opportunity Employer. Call for appointment Monday through Friday. Growing company seeking an experienced individual to join our friendly office staff. Duties include typing, filing, phones and general office work. Computer experience helpful. Excellent benefits and pay. Send resume or apply in person. Equal Opportunity Employer. Call for appointment Monday through Friday. Growing company seeking an experienced individual to join our friendly office staff. Duties include typing, filing, phones and general office work. Computer experience helpful. Excellent benefits and pay. Send resume or apply in person. Equal Opportunity Employer. Call for appointment Monday through Friday. Growing company seeking an experienced individual to join our friendly office staff. Duties include typing, filing, phones and general office work. Computer experience helpful. Excellent benefits and pay. Send resume or apply in person. Equal Opportunity Employer. Call for appointment Monday through Friday.: [100, 664, 190, 758]
classified-ad: [4, 275, 96, 397]
classified-ad: [194, 506, 286, 628]
ad-heading: CLINICAL DIETICIAN: [779, 650, 841, 657]
ad-heading: DENTAL ASSISTANT: [589, 874, 651, 881]
ad-body: Growing company seeking an experienced individual to join our friendly office staff. Duties include typing, filing, phones and general office work. Computer experience helpful. Excellent benefits and pay. Send resume or apply in person. Equal Opportunity Employer. Call for appointment Monday through Friday. Growing company seeking an experienced individual to join our friendly office staff. Duties include typing, filing, phones and general office work. Computer experience helpful. Excellent benefits and pay. Send resume or apply in person. Equal Opportunity Employer. Call for appointment Monday through Friday. Growing company seeking an experienced individual to join our friendly office staff. Duties include typing, filing, phones and general office work. Computer experience helpful. Excellent benefits and pay. Send resume or apply in person. Equal Opportunity Employer. Call for appointment Monday through Friday. Growing company seeking an experienced individual to join our friendly office staff. Duties include typing, filing, phones and general office work. Computer experience helpful. Excellent benefits and pay. Send resume or apply in person. Equal Opportunity Employer. Call for appointment Monday through Friday.: [195, 48, 285, 141]
ad-heading: CARDIAC ECHO TECHNOLOGIST: [785, 103, 835, 117]
classified-ad: [669, 220, 761, 342]
ad-body: Growing company seeking an experienced individual to join our friendly office staff. Duties include typing, filing, phones and general office work. Computer experience helpful. Excellent benefits and pay. Send resume or apply in person. Equal Opportunity Employer. Call for appointment Monday through Friday. Growing company seeking an experienced individual to join our friendly office staff. Duties include typing, filing, phones and general office work. Computer experience helpful. Excellent benefits and pay. Send resume or apply in person. Equal Opportunity Employer. Call for appointment Monday through Friday.: [5, 1507, 95, 1554]
ad-heading: OFFICE ADMINISTRATOR: [22, 43, 78, 49]
ad-body: Growing company seeking an experienced individual to join our friendly office staff. Duties include typing, filing, phones and general office work. Computer experience helpful. Excellent benefits and pay. Send resume or apply in person. Equal Opportunity Employer. Call for appointment Monday through Friday. Growing company seeking an experienced individual to join our friendly office staff. Duties include typing, filing, phones and general office work. Computer experience helpful. Excellent benefits and pay. Send resume or apply in person. Equal Opportunity Employer. Call for appointment Monday through Friday. Growing company seeking an experienced individual to join our friendly office staff. Duties include typing, filing, phones and general office work. Computer experience helpful. Excellent benefits and pay. Send resume or apply in person. Equal Opportunity Employer. Call for appointment Monday through Friday. Growing company seeking an experienced individual to join our friendly office staff. Duties include typing, filing, phones and general office work. Computer experience helpful. Excellent benefits and pay. Send resume or apply in person. Equal Opportunity Employer. Call for appointment Monday through Friday.: [5, 894, 95, 988]
ad-heading: Receptionist: [321, 402, 349, 408]
classified-ad: [669, 1316, 761, 1440]
ad-heading: RECEPTIONIST: [223, 870, 257, 876]
ad-heading: SECRETARY: [411, 402, 449, 409]
ad-heading: TELEPHONE TRAFFIC: [500, 907, 550, 913]
category-number: 502: [7, 20, 31, 37]
classified-ad: [4, 97, 96, 173]
ad-heading: REAL ESTATE: [129, 526, 161, 532]
ad-body: Growing company seeking an experienced individual to join our friendly office staff. Duties include typing, filing, phones and general office work. Computer experience helpful. Excellent benefits and pay. Send resume or apply in person. Equal Opportunity Employer. Call for appointment Monday through Friday. Growing company seeking an experienced individual to join our friendly office staff. Duties include typing, filing, phones and general office work. Computer experience helpful. Excellent benefits and pay. Send resume or apply in person. Equal Opportunity Employer. Call for appointment Monday through Friday. Growing company seeking an experienced individual to join our friendly office staff. Duties include typing, filing, phones and general office work. Computer experience helpful. Excellent benefits and pay. Send resume or apply in person. Equal Opportunity Employer. Call for appointment Monday through Friday. Growing company seeking an experienced individual to join our friendly office staff. Duties include typing, filing, phones and general office work. Computer experience helpful. Excellent benefits and pay. Send resume or apply in person. Equal Opportunity Employer. Call for appointment Monday through Friday. Growing company seeking an experienced individual to join our friendly office staff. Duties include typing, filing, phones and general office work. Computer experience helpful. Excellent benefits and pay. Send resume or apply in person. Equal Opportunity Employer. Call for appointment Monday through Friday. Growing company seeking an experienced individual to join our friendly office staff. Duties include typing, filing, phones and general office work. Computer experience helpful. Excellent benefits and pay. Send resume or apply in person. Equal Opportunity Employer. Call for appointment Monday through Friday. Growing company seeking an experienced individual to join our friendly office staff. Duties include typing, filing, phones and general office work. Computer experience helpful. Excellent benefits and pay. Send resume or apply in person. Equal Opportunity Employer. Call for appointment Monday through Friday. Growing company seeking an experienced individual to join our friendly office staff. Duties include typing, filing, phones and general office work. Computer experience helpful. Excellent benefits and pay. Send resume or apply in person. Equal Opportunity Employer. Call for appointment Monday through Friday. Growing company seeking an experienced individual to join our friendly office staff. Duties include typing, filing, phones and general office work. Computer experience helpful. Excellent benefits and pay. Send resume or apply in person. Equal Opportunity Employer. Call for appointment Monday through Friday. Growing company seeking an experienced individual to join our friendly office staff. Duties include typing, filing, phones and general office work. Computer experience helpful. Excellent benefits and pay. Send resume or apply in person. Equal Opportunity Employer. Call for appointment Monday through Friday. Growing company seeking an experienced individual to join our friendly office staff. Duties include typing, filing, phones and general office work. Computer experience helpful. Excellent benefits and pay. Send resume or apply in person. Equal Opportunity Employer. Call for appointment Monday through Friday. Growing company seeking an experienced individual to join our friendly office staff. Duties include typing, filing, phones and general office work. Computer experience helpful. Excellent benefits and pay. Send resume or apply in person. Equal Opportunity Employer. Call for appointment Monday through Friday. Growing company seeking an experienced individual to join our friendly office staff. Duties include typing, filing, phones and general office work. Computer experience helpful. Excellent benefits and pay. Send resume or apply in person. Equal Opportunity Employer. Call for appointment Monday through Friday. Growing company seeking an experienced individual to join our friendly office staff. Duties include typing, filing, phones and general office work. Computer experience helpful. Excellent benefits and pay. Send resume or apply in person. Equal Opportunity Employer. Call for appointment Monday through Friday. Growing company seeking an experienced individual to join our friendly office staff. Duties include typing, filing, phones and general office work. Computer experience helpful. Excellent benefits and pay. Send resume or apply in person. Equal Opportunity Employer. Call for appointment Monday through Friday. Growing company seeking an experienced individual to join our friendly office staff. Duties include typing, filing, phones and general office work. Computer experience helpful. Excellent benefits and pay. Send resume or apply in person. Equal Opportunity Employer. Call for appointment Monday through Friday. Growing company seeking an experienced individual to join our friendly office staff. Duties include typing, filing, phones and general office work. Computer experience helpful. Excellent benefits and pay. Send resume or apply in person. Equal Opportunity Employer. Call for appointment Monday through Friday. Growing company seeking an experienced individual to join our friendly office staff. Duties include typing, filing, phones and general office work. Computer experience helpful. Excellent benefits and pay. Send resume or apply in person. Equal Opportunity Employer. Call for appointment Monday through Friday. Growing company seeking an experienced individual to join our friendly office staff. Duties include typing, filing, phones and general office work. Computer experience helpful. Excellent benefits and pay. Send resume or apply in person. Equal Opportunity Employer. Call for appointment Monday through Friday. Growing company seeking an experienced individual to join our friendly office staff. Duties include typing, filing, phones and general office work. Computer experience helpful. Excellent benefits and pay. Send resume or apply in person. Equal Opportunity Employer. Call for appointment Monday through Friday. Growing company seeking an experienced individual to join our friendly office staff. Duties include typing, filing, phones and general office work. Computer experience helpful. Excellent benefits and pay. Send resume or apply in person. Equal Opportunity Employer. Call for appointment Monday through Friday. Growing company seeking an experienced individual to join our friendly office staff. Duties include typing, filing, phones and general office work. Computer experience helpful. Excellent benefits and pay. Send resume or apply in person. Equal Opportunity Employer. Call for appointment Monday through Friday. Growing company seeking an experienced individual to join our friendly office staff. Duties include typing, filing, phones and general office work. Computer experience helpful. Excellent benefits and pay. Send resume or apply in person. Equal Opportunity Employer. Call for appointment Monday through Friday. Growing company seeking an experienced individual to join our friendly office staff. Duties include typing, filing, phones and general office work. Computer experience helpful. Excellent benefits and pay. Send resume or apply in person. Equal Opportunity Employer. Call for appointment Monday through Friday. Growing company seeking an experienced individual to join our friendly office staff. Duties include typing, filing, phones and general office work. Computer experience helpful. Excellent benefits and pay. Send resume or apply in person. Equal Opportunity Employer. Call for appointment Monday through Friday. Growing company seeking an experienced individual to join our friendly office staff. Duties include typing, filing, phones and general office work. Computer experience helpful. Excellent benefits and pay. Send resume or apply in person. Equal Opportunity Employer. Call for appointment Monday through Friday. Growing company seeking an experienced individual to join our friendly office staff. Duties include typing, filing, phones and general office work. Computer experience helpful. Excellent benefits and pay. Send resume or apply in person. Equal Opportunity Employer. Call for appointment Monday through Friday. Growing company seeking an experienced individual to join our friendly office staff. Duties include typing, filing, phones and general office work. Computer experience helpful. Excellent benefits and pay. Send resume or apply in person. Equal Opportunity Employer. Call for appointment Monday through Friday. Growing company seeking an experienced individual to join our friendly office staff. Duties include typing, filing, phones and general office work. Computer experience helpful. Excellent benefits and pay. Send resume or apply in person. Equal Opportunity Employer. Call for appointment Monday through Friday. Growing company seeking an experienced individual to join our friendly office staff. Duties include typing, filing, phones and general office work. Computer experience helpful. Excellent benefits and pay. Send resume or apply in person. Equal Opportunity Employer. Call for appointment Monday through Friday.: [670, 1442, 760, 2115]
ad-heading: SECRETARY/RECEPTIONIST: [398, 1220, 462, 1226]
classified-ad: [99, 1263, 191, 1318]
classified-ad: [384, 279, 476, 401]
ad-body: Growing company seeking an experienced individual to join our friendly office staff. Duties include typing, filing, phones and general office work. Computer experience helpful. Excellent benefits and pay. Send resume or apply in person. Equal Opportunity Employer. Call for appointment Monday through Friday. Growing company seeking an experienced individual to join our friendly office staff. Duties include typing, filing, phones and general office work. Computer experience helpful. Excellent benefits and pay. Send resume or apply in person. Equal Opportunity Employer. Call for appointment Monday through Friday. Growing company seeking an experienced individual to join our friendly office staff. Duties include typing, filing, phones and general office work. Computer experience helpful. Excellent benefits and pay. Send resume or apply in person. Equal Opportunity Employer. Call for appointment Monday through Friday. Growing company seeking an experienced individual to join our friendly office staff. Duties include typing, filing, phones and general office work. Computer experience helpful. Excellent benefits and pay. Send resume or apply in person. Equal Opportunity Employer. Call for appointment Monday through Friday.: [575, 420, 665, 514]
ad-body: Growing company seeking an experienced individual to join our friendly office staff. Duties include typing, filing, phones and general office work. Computer experience helpful. Excellent benefits and pay. Send resume or apply in person. Equal Opportunity Employer. Call for appointment Monday through Friday. Growing company seeking an experienced individual to join our friendly office staff. Duties include typing, filing, phones and general office work. Computer experience helpful. Excellent benefits and pay. Send resume or apply in person. Equal Opportunity Employer. Call for appointment Monday through Friday. Growing company seeking an experienced individual to join our friendly office staff. Duties include typing, filing, phones and general office work. Computer experience helpful. Excellent benefits and pay. Send resume or apply in person. Equal Opportunity Employer. Call for appointment Monday through Friday.: [5, 461, 95, 529]
classified-ad: [764, 845, 856, 926]
ad-body: Growing company seeking an experienced individual to join our friendly office staff. Duties include typing, filing, phones and general office work. Computer experience helpful. Excellent benefits and pay. Send resume or apply in person. Equal Opportunity Employer. Call for appointment Monday through Friday. Growing company seeking an experienced individual to join our friendly office staff. Duties include typing, filing, phones and general office work. Computer experience helpful. Excellent benefits and pay. Send resume or apply in person. Equal Opportunity Employer. Call for appointment Monday through Friday.: [195, 998, 285, 1045]
classified-ad: [479, 962, 571, 1038]
classified-ad: [99, 402, 191, 524]
ad-heading: RECEPTIONIST SECRETARY: [292, 119, 378, 126]
ad-body: Growing company seeking an experienced individual to join our friendly office staff. Duties include typing, filing, phones and general office work. Computer experience helpful. Excellent benefits and pay. Send resume or apply in person. Equal Opportunity Employer. Call for appointment Monday through Friday. Growing company seeking an experienced individual to join our friendly office staff. Duties include typing, filing, phones and general office work. Computer experience helpful. Excellent benefits and pay. Send resume or apply in person. Equal Opportunity Employer. Call for appointment Monday through Friday. Growing company seeking an experienced individual to join our friendly office staff. Duties include typing, filing, phones and general office work. Computer experience helpful. Excellent benefits and pay. Send resume or apply in person. Equal Opportunity Employer. Call for appointment Monday through Friday. Growing company seeking an experienced individual to join our friendly office staff. Duties include typing, filing, phones and general office work. Computer experience helpful. Excellent benefits and pay. Send resume or apply in person. Equal Opportunity Employer. Call for appointment Monday through Friday. Growing company seeking an experienced individual to join our friendly office staff. Duties include typing, filing, phones and general office work. Computer experience helpful. Excellent benefits and pay. Send resume or apply in person. Equal Opportunity Employer. Call for appointment Monday through Friday.: [480, 790, 570, 904]
classified-ad: [4, 632, 96, 754]
ad-heading: CLINICAL ASSISTANT: [596, 517, 644, 523]
ad-heading: OFFICE HELP A.S.A.P.: [17, 756, 83, 763]
classified-ad: [764, 774, 856, 845]
ad-body: Growing company seeking an experienced individual to join our friendly office staff. Duties include typing, filing, phones and general office work. Computer experience helpful. Excellent benefits and pay. Send resume or apply in person. Equal Opportunity Employer. Call for appointment Monday through Friday. Growing company seeking an experienced individual to join our friendly office staff. Duties include typing, filing, phones and general office work. Computer experience helpful. Excellent benefits and pay. Send resume or apply in person. Equal Opportunity Employer. Call for appointment Monday through Friday. Growing company seeking an experienced individual to join our friendly office staff. Duties include typing, filing, phones and general office work. Computer experience helpful. Excellent benefits and pay. Send resume or apply in person. Equal Opportunity Employer. Call for appointment Monday through Friday.: [5, 103, 95, 171]
classified-ad: [479, 584, 571, 662]
ad-body: Growing company seeking an experienced individual to join our friendly office staff. Duties include typing, filing, phones and general office work. Computer experience helpful. Excellent benefits and pay. Send resume or apply in person. Equal Opportunity Employer. Call for appointment Monday through Friday. Growing company seeking an experienced individual to join our friendly office staff. Duties include typing, filing, phones and general office work. Computer experience helpful. Excellent benefits and pay. Send resume or apply in person. Equal Opportunity Employer. Call for appointment Monday through Friday. Growing company seeking an experienced individual to join our friendly office staff. Duties include typing, filing, phones and general office work. Computer experience helpful. Excellent benefits and pay. Send resume or apply in person. Equal Opportunity Employer. Call for appointment Monday through Friday. Growing company seeking an experienced individual to join our friendly office staff. Duties include typing, filing, phones and general office work. Computer experience helpful. Excellent benefits and pay. Send resume or apply in person. Equal Opportunity Employer. Call for appointment Monday through Friday.: [575, 1137, 665, 1231]
ad-body: Growing company seeking an experienced individual to join our friendly office staff. Duties include typing, filing, phones and general office work. Computer experience helpful. Excellent benefits and pay. Send resume or apply in person. Equal Opportunity Employer. Call for appointment Monday through Friday. Growing company seeking an experienced individual to join our friendly office staff. Duties include typing, filing, phones and general office work. Computer experience helpful. Excellent benefits and pay. Send resume or apply in person. Equal Opportunity Employer. Call for appointment Monday through Friday.: [100, 1269, 190, 1316]
masthead-rule: [4, 16, 856, 17]
ad-body: Growing company seeking an experienced individual to join our friendly office staff. Duties include typing, filing, phones and general office work. Computer experience helpful. Excellent benefits and pay. Send resume or apply in person. Equal Opportunity Employer. Call for appointment Monday through Friday. Growing company seeking an experienced individual to join our friendly office staff. Duties include typing, filing, phones and general office work. Computer experience helpful. Excellent benefits and pay. Send resume or apply in person. Equal Opportunity Employer. Call for appointment Monday through Friday.: [480, 912, 570, 959]
ad-body: Growing company seeking an experienced individual to join our friendly office staff. Duties include typing, filing, phones and general office work. Computer experience helpful. Excellent benefits and pay. Send resume or apply in person. Equal Opportunity Employer. Call for appointment Monday through Friday. Growing company seeking an experienced individual to join our friendly office staff. Duties include typing, filing, phones and general office work. Computer experience helpful. Excellent benefits and pay. Send resume or apply in person. Equal Opportunity Employer. Call for appointment Monday through Friday. Growing company seeking an experienced individual to join our friendly office staff. Duties include typing, filing, phones and general office work. Computer experience helpful. Excellent benefits and pay. Send resume or apply in person. Equal Opportunity Employer. Call for appointment Monday through Friday. Growing company seeking an experienced individual to join our friendly office staff. Duties include typing, filing, phones and general office work. Computer experience helpful. Excellent benefits and pay. Send resume or apply in person. Equal Opportunity Employer. Call for appointment Monday through Friday.: [765, 198, 855, 292]
category-number: 502: [102, 20, 126, 37]
ad-body: Growing company seeking an experienced individual to join our friendly office staff. Duties include typing, filing, phones and general office work. Computer experience helpful. Excellent benefits and pay. Send resume or apply in person. Equal Opportunity Employer. Call for appointment Monday through Friday. Growing company seeking an experienced individual to join our friendly office staff. Duties include typing, filing, phones and general office work. Computer experience helpful. Excellent benefits and pay. Send resume or apply in person. Equal Opportunity Employer. Call for appointment Monday through Friday. Growing company seeking an experienced individual to join our friendly office staff. Duties include typing, filing, phones and general office work. Computer experience helpful. Excellent benefits and pay. Send resume or apply in person. Equal Opportunity Employer. Call for appointment Monday through Friday. Growing company seeking an experienced individual to join our friendly office staff. Duties include typing, filing, phones and general office work. Computer experience helpful. Excellent benefits and pay. Send resume or apply in person. Equal Opportunity Employer. Call for appointment Monday through Friday. Growing company seeking an experienced individual to join our friendly office staff. Duties include typing, filing, phones and general office work. Computer experience helpful. Excellent benefits and pay. Send resume or apply in person. Equal Opportunity Employer. Call for appointment Monday through Friday. Growing company seeking an experienced individual to join our friendly office staff. Duties include typing, filing, phones and general office work. Computer experience helpful. Excellent benefits and pay. Send resume or apply in person. Equal Opportunity Employer. Call for appointment Monday through Friday. Growing company seeking an experienced individual to join our friendly office staff. Duties include typing, filing, phones and general office work. Computer experience helpful. Excellent benefits and pay. Send resume or apply in person. Equal Opportunity Employer. Call for appointment Monday through Friday. Growing company seeking an experienced individual to join our friendly office staff. Duties include typing, filing, phones and general office work. Computer experience helpful. Excellent benefits and pay. Send resume or apply in person. Equal Opportunity Employer. Call for appointment Monday through Friday. Growing company seeking an experienced individual to join our friendly office staff. Duties include typing, filing, phones and general office work. Computer experience helpful. Excellent benefits and pay. Send resume or apply in person. Equal Opportunity Employer. Call for appointment Monday through Friday. Growing company seeking an experienced individual to join our friendly office staff. Duties include typing, filing, phones and general office work. Computer experience helpful. Excellent benefits and pay. Send resume or apply in person. Equal Opportunity Employer. Call for appointment Monday through Friday. Growing company seeking an experienced individual to join our friendly office staff. Duties include typing, filing, phones and general office work. Computer experience helpful. Excellent benefits and pay. Send resume or apply in person. Equal Opportunity Employer. Call for appointment Monday through Friday. Growing company seeking an experienced individual to join our friendly office staff. Duties include typing, filing, phones and general office work. Computer experience helpful. Excellent benefits and pay. Send resume or apply in person. Equal Opportunity Employer. Call for appointment Monday through Friday. Growing company seeking an experienced individual to join our friendly office staff. Duties include typing, filing, phones and general office work. Computer experience helpful. Excellent benefits and pay. Send resume or apply in person. Equal Opportunity Employer. Call for appointment Monday through Friday. Growing company seeking an experienced individual to join our friendly office staff. Duties include typing, filing, phones and general office work. Computer experience helpful. Excellent benefits and pay. Send resume or apply in person. Equal Opportunity Employer. Call for appointment Monday through Friday. Growing company seeking an experienced individual to join our friendly office staff. Duties include typing, filing, phones and general office work. Computer experience helpful. Excellent benefits and pay. Send resume or apply in person. Equal Opportunity Employer. Call for appointment Monday through Friday. Growing company seeking an experienced individual to join our friendly office staff. Duties include typing, filing, phones and general office work. Computer experience helpful. Excellent benefits and pay. Send resume or apply in person. Equal Opportunity Employer. Call for appointment Monday through Friday. Growing company seeking an experienced individual to join our friendly office staff. Duties include typing, filing, phones and general office work. Computer experience helpful. Excellent benefits and pay. Send resume or apply in person. Equal Opportunity Employer. Call for appointment Monday through Friday. Growing company seeking an experienced individual to join our friendly office staff. Duties include typing, filing, phones and general office work. Computer experience helpful. Excellent benefits and pay. Send resume or apply in person. Equal Opportunity Employer. Call for appointment Monday through Friday. Growing company seeking an experienced individual to join our friendly office staff. Duties include typing, filing, phones and general office work. Computer experience helpful. Excellent benefits and pay. Send resume or apply in person. Equal Opportunity Employer. Call for appointment Monday through Friday. Growing company seeking an experienced individual to join our friendly office staff. Duties include typing, filing, phones and general office work. Computer experience helpful. Excellent benefits and pay. Send resume or apply in person. Equal Opportunity Employer. Call for appointment Monday through Friday. Growing company seeking an experienced individual to join our friendly office staff. Duties include typing, filing, phones and general office work. Computer experience helpful. Excellent benefits and pay. Send resume or apply in person. Equal Opportunity Employer. Call for appointment Monday through Friday. Growing company seeking an experienced individual to join our friendly office staff. Duties include typing, filing, phones and general office work. Computer experience helpful. Excellent benefits and pay. Send resume or apply in person. Equal Opportunity Employer. Call for appointment Monday through Friday. Growing company seeking an experienced individual to join our friendly office staff. Duties include typing, filing, phones and general office work. Computer experience helpful. Excellent benefits and pay. Send resume or apply in person. Equal Opportunity Employer. Call for appointment Monday through Friday. Growing company seeking an experienced individual to join our friendly office staff. Duties include typing, filing, phones and general office work. Computer experience helpful. Excellent benefits and pay. Send resume or apply in person. Equal Opportunity Employer. Call for appointment Monday through Friday. Growing company seeking an experienced individual to join our friendly office staff. Duties include typing, filing, phones and general office work. Computer experience helpful. Excellent benefits and pay. Send resume or apply in person. Equal Opportunity Employer. Call for appointment Monday through Friday. Growing company seeking an experienced individual to join our friendly office staff. Duties include typing, filing, phones and general office work. Computer experience helpful. Excellent benefits and pay. Send resume or apply in person. Equal Opportunity Employer. Call for appointment Monday through Friday. Growing company seeking an experienced individual to join our friendly office staff. Duties include typing, filing, phones and general office work. Computer experience helpful. Excellent benefits and pay. Send resume or apply in person. Equal Opportunity Employer. Call for appointment Monday through Friday. Growing company seeking an experienced individual to join our friendly office staff. Duties include typing, filing, phones and general office work. Computer experience helpful. Excellent benefits and pay. Send resume or apply in person. Equal Opportunity Employer. Call for appointment Monday through Friday. Growing company seeking an experienced individual to join our friendly office staff. Duties include typing, filing, phones and general office work. Computer experience helpful. Excellent benefits and pay. Send resume or apply in person. Equal Opportunity Employer. Call for appointment Monday through Friday. Growing company seeking an experienced individual to join our friendly office staff. Duties include typing, filing, phones and general office work. Computer experience helpful. Excellent benefits and pay. Send resume or apply in person. Equal Opportunity Employer. Call for appointment Monday through Friday.: [480, 1263, 570, 1936]
classified-ad: [384, 1219, 476, 1295]
classified-ad: [574, 696, 666, 772]
classified-ad: [289, 712, 381, 767]
